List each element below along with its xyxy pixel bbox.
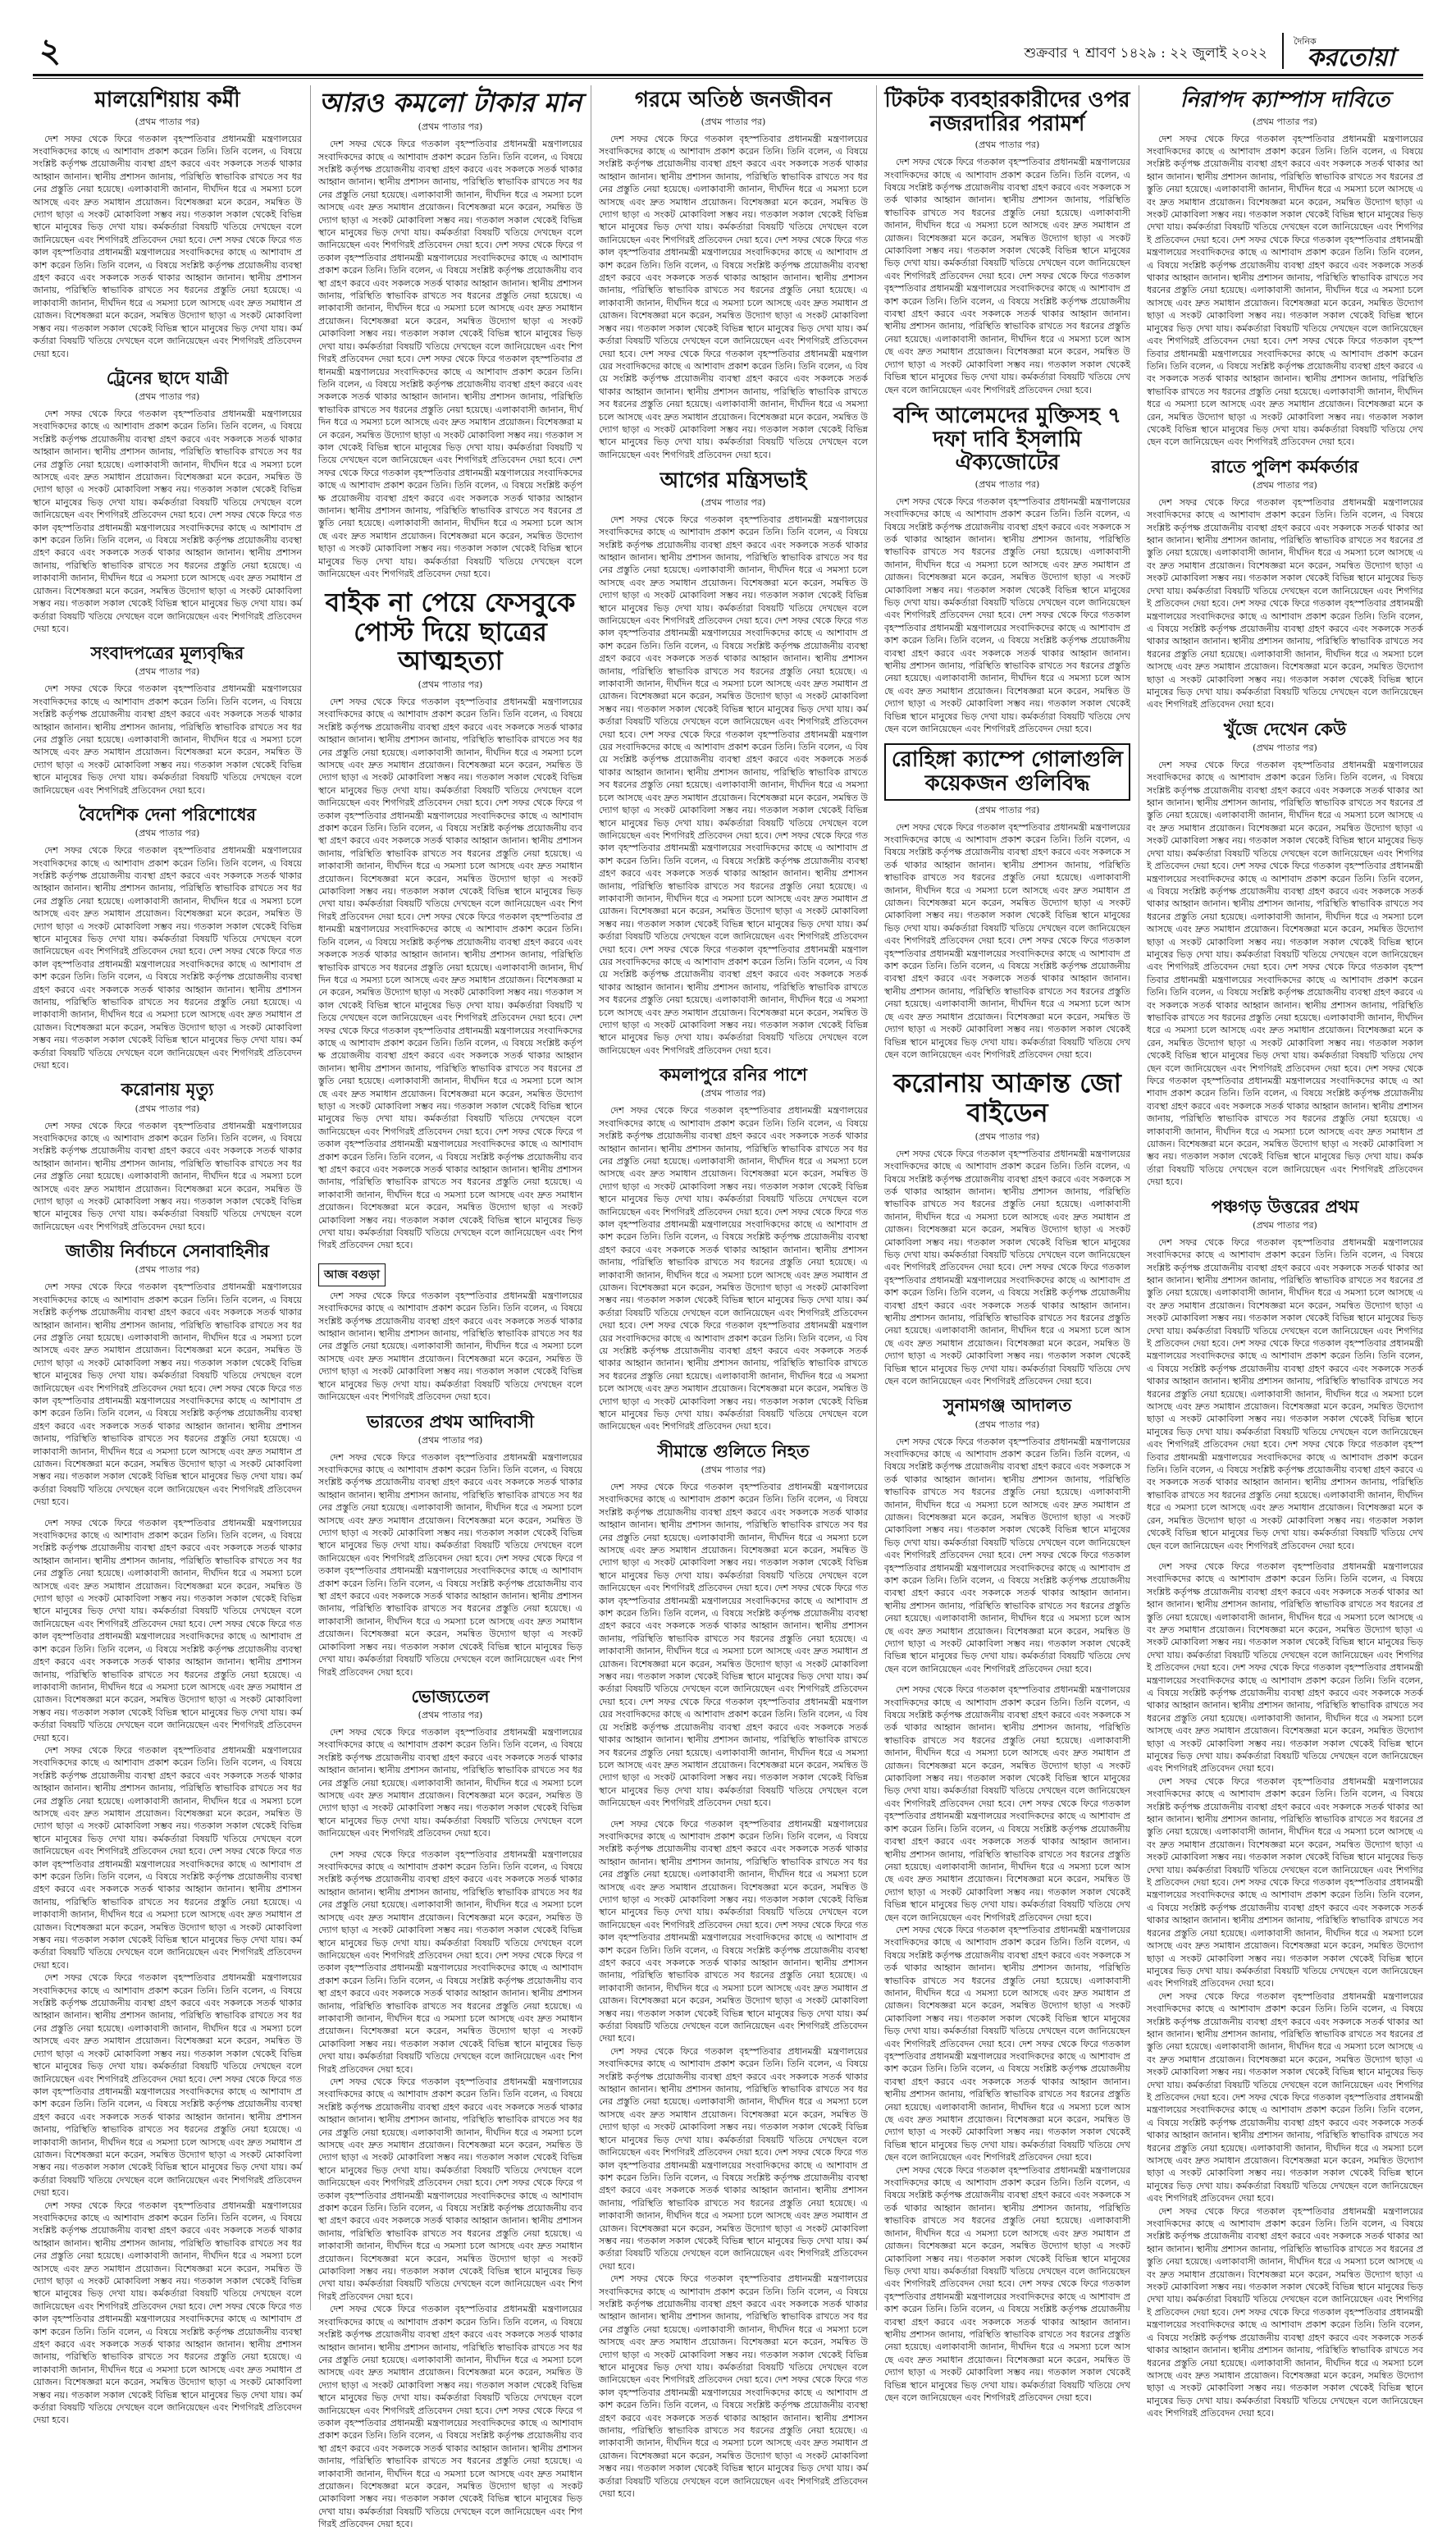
- article: [33, 805, 302, 1071]
- headline: বাইক না পেয়ে ফেসবুকে পোস্ট দিয়ে ছাত্রের আত্মহত্যা: [325, 587, 576, 676]
- headline: করোনায় মৃত্যু: [121, 1079, 214, 1100]
- headline: কমলাপুরে রনির পাশে: [660, 1064, 807, 1085]
- article-body: দেশ সফর থেকে ফিরে গতকাল বৃহস্পতিবার প্রধানমন্ত্রী মন্ত্রণালয়ের সংবাদিকদের কাছে এ আশাবাদ প্রকাশ করেন তিনি। তিনি বলেন, এ বিষয়ে সংশ্লিষ্ট কর্তৃপক্ষ প্রয়োজনীয় ব্যবস্থা গ্রহণ করবে এবং সকলকে সতর্ক থাকার আহ্বান জানান। স্থানীয় প্রশাসন জানায়, পরিস্থিতি স্বাভাবিক রাখতে সব ধরনের প্রস্তুতি নেয়া হয়েছে। এলাকাবাসী জানান, দীর্ঘদিন ধরে এ সমস্যা চলে আসছে এবং দ্রুত সমাধান প্রয়োজন। বিশেষজ্ঞরা মনে করেন, সমন্বিত উদ্যোগ ছাড়া এ সংকট মোকাবিলা সম্ভব নয়। গতকাল সকাল থেকেই বিভিন্ন স্থানে মানুষের ভিড় দেখা যায়। কর্মকর্তারা বিষয়টি খতিয়ে দেখছেন বলে জানিয়েছেন এবং শিগগিরই প্রতিবেদন দেয়া হবে। দেশ সফর থেকে ফিরে গতকাল বৃহস্পতিবার প্রধানমন্ত্রী মন্ত্রণালয়ের সংবাদিকদের কাছে এ আশাবাদ প্রকাশ করেন তিনি। তিনি বলেন, এ বিষয়ে সংশ্লিষ্ট কর্তৃপক্ষ প্রয়োজনীয় ব্যবস্থা গ্রহণ করবে এবং সকলকে সতর্ক থাকার আহ্বান জানান। স্থানীয় প্রশাসন জানায়, পরিস্থিতি স্বাভাবিক রাখতে সব ধরনের প্রস্তুতি নেয়া হয়েছে। এলাকাবাসী জানান, দীর্ঘদিন ধরে এ সমস্যা চলে আসছে এবং দ্রুত সমাধান প্রয়োজন। বিশেষজ্ঞরা মনে করেন, সমন্বিত উদ্যোগ ছাড়া এ সংকট মোকাবিলা সম্ভব নয়। গতকাল সকাল থেকেই বিভিন্ন স্থানে মানুষের ভিড় দেখা যায়। কর্মকর্তারা বিষয়টি খতিয়ে দেখছেন বলে জানিয়েছেন এবং শিগগিরই প্রতিবেদন দেয়া হবে। দেশ সফর থেকে ফিরে গতকাল বৃহস্পতিবার প্রধানমন্ত্রী মন্ত্রণালয়ের সংবাদিকদের কাছে এ আশাবাদ প্রকাশ করেন তিনি। তিনি বলেন, এ বিষয়ে সংশ্লিষ্ট কর্তৃপক্ষ প্রয়োজনীয় ব্যবস্থা গ্রহণ করবে এবং সকলকে সতর্ক থাকার আহ্বান জানান। স্থানীয় প্রশাসন জানায়, পরিস্থিতি স্বাভাবিক রাখতে সব ধরনের প্রস্তুতি নেয়া হয়েছে। এলাকাবাসী জানান, দীর্ঘদিন ধরে এ সমস্যা চলে আসছে এবং দ্রুত সমাধান প্রয়োজন। বিশেষজ্ঞরা মনে করেন, সমন্বিত উদ্যোগ ছাড়া এ সংকট মোকাবিলা সম্ভব নয়। গতকাল সকাল থেকেই বিভিন্ন স্থানে মানুষের ভিড় দেখা যায়। কর্মকর্তারা বিষয়টি খতিয়ে দেখছেন বলে জানিয়েছেন এবং শিগগিরই প্রতিবেদন দেয়া হবে।: [599, 1481, 868, 1809]
- continued-label: (প্রথম পাতার পর): [701, 496, 766, 508]
- article-body: দেশ সফর থেকে ফিরে গতকাল বৃহস্পতিবার প্রধানমন্ত্রী মন্ত্রণালয়ের সংবাদিকদের কাছে এ আশাবাদ প্রকাশ করেন তিনি। তিনি বলেন, এ বিষয়ে সংশ্লিষ্ট কর্তৃপক্ষ প্রয়োজনীয় ব্যবস্থা গ্রহণ করবে এবং সকলকে সতর্ক থাকার আহ্বান জানান। স্থানীয় প্রশাসন জানায়, পরিস্থিতি স্বাভাবিক রাখতে সব ধরনের প্রস্তুতি নেয়া হয়েছে। এলাকাবাসী জানান, দীর্ঘদিন ধরে এ সমস্যা চলে আসছে এবং দ্রুত সমাধান প্রয়োজন। বিশেষজ্ঞরা মনে করেন, সমন্বিত উদ্যোগ ছাড়া এ সংকট মোকাবিলা সম্ভব নয়। গতকাল সকাল থেকেই বিভিন্ন স্থানে মানুষের ভিড় দেখা যায়। কর্মকর্তারা বিষয়টি খতিয়ে দেখছেন বলে জানিয়েছেন এবং শিগগিরই প্রতিবেদন দেয়া হবে। দেশ সফর থেকে ফিরে গতকাল বৃহস্পতিবার প্রধানমন্ত্রী মন্ত্রণালয়ের সংবাদিকদের কাছে এ আশাবাদ প্রকাশ করেন তিনি। তিনি বলেন, এ বিষয়ে সংশ্লিষ্ট কর্তৃপক্ষ প্রয়োজনীয় ব্যবস্থা গ্রহণ করবে এবং সকলকে সতর্ক থাকার আহ্বান জানান। স্থানীয় প্রশাসন জানায়, পরিস্থিতি স্বাভাবিক রাখতে সব ধরনের প্রস্তুতি নেয়া হয়েছে। এলাকাবাসী জানান, দীর্ঘদিন ধরে এ সমস্যা চলে আসছে এবং দ্রুত সমাধান প্রয়োজন। বিশেষজ্ঞরা মনে করেন, সমন্বিত উদ্যোগ ছাড়া এ সংকট মোকাবিলা সম্ভব নয়। গতকাল সকাল থেকেই বিভিন্ন স্থানে মানুষের ভিড় দেখা যায়। কর্মকর্তারা বিষয়টি খতিয়ে দেখছেন বলে জানিয়েছেন এবং শিগগিরই প্রতিবেদন দেয়া হবে।: [1147, 1990, 1423, 2204]
- article-body: দেশ সফর থেকে ফিরে গতকাল বৃহস্পতিবার প্রধানমন্ত্রী মন্ত্রণালয়ের সংবাদিকদের কাছে এ আশাবাদ প্রকাশ করেন তিনি। তিনি বলেন, এ বিষয়ে সংশ্লিষ্ট কর্তৃপক্ষ প্রয়োজনীয় ব্যবস্থা গ্রহণ করবে এবং সকলকে সতর্ক থাকার আহ্বান জানান। স্থানীয় প্রশাসন জানায়, পরিস্থিতি স্বাভাবিক রাখতে সব ধরনের প্রস্তুতি নেয়া হয়েছে। এলাকাবাসী জানান, দীর্ঘদিন ধরে এ সমস্যা চলে আসছে এবং দ্রুত সমাধান প্রয়োজন। বিশেষজ্ঞরা মনে করেন, সমন্বিত উদ্যোগ ছাড়া এ সংকট মোকাবিলা সম্ভব নয়। গতকাল সকাল থেকেই বিভিন্ন স্থানে মানুষের ভিড় দেখা যায়। কর্মকর্তারা বিষয়টি খতিয়ে দেখছেন বলে জানিয়েছেন এবং শিগগিরই প্রতিবেদন দেয়া হবে। দেশ সফর থেকে ফিরে গতকাল বৃহস্পতিবার প্রধানমন্ত্রী মন্ত্রণালয়ের সংবাদিকদের কাছে এ আশাবাদ প্রকাশ করেন তিনি। তিনি বলেন, এ বিষয়ে সংশ্লিষ্ট কর্তৃপক্ষ প্রয়োজনীয় ব্যবস্থা গ্রহণ করবে এবং সকলকে সতর্ক থাকার আহ্বান জানান। স্থানীয় প্রশাসন জানায়, পরিস্থিতি স্বাভাবিক রাখতে সব ধরনের প্রস্তুতি নেয়া হয়েছে। এলাকাবাসী জানান, দীর্ঘদিন ধরে এ সমস্যা চলে আসছে এবং দ্রুত সমাধান প্রয়োজন। বিশেষজ্ঞরা মনে করেন, সমন্বিত উদ্যোগ ছাড়া এ সংকট মোকাবিলা সম্ভব নয়। গতকাল সকাল থেকেই বিভিন্ন স্থানে মানুষের ভিড় দেখা যায়। কর্মকর্তারা বিষয়টি খতিয়ে দেখছেন বলে জানিয়েছেন এবং শিগগিরই প্রতিবেদন দেয়া হবে।: [33, 2200, 302, 2426]
- article-body: দেশ সফর থেকে ফিরে গতকাল বৃহস্পতিবার প্রধানমন্ত্রী মন্ত্রণালয়ের সংবাদিকদের কাছে এ আশাবাদ প্রকাশ করেন তিনি। তিনি বলেন, এ বিষয়ে সংশ্লিষ্ট কর্তৃপক্ষ প্রয়োজনীয় ব্যবস্থা গ্রহণ করবে এবং সকলকে সতর্ক থাকার আহ্বান জানান। স্থানীয় প্রশাসন জানায়, পরিস্থিতি স্বাভাবিক রাখতে সব ধরনের প্রস্তুতি নেয়া হয়েছে। এলাকাবাসী জানান, দীর্ঘদিন ধরে এ সমস্যা চলে আসছে এবং দ্রুত সমাধান প্রয়োজন। বিশেষজ্ঞরা মনে করেন, সমন্বিত উদ্যোগ ছাড়া এ সংকট মোকাবিলা সম্ভব নয়। গতকাল সকাল থেকেই বিভিন্ন স্থানে মানুষের ভিড় দেখা যায়। কর্মকর্তারা বিষয়টি খতিয়ে দেখছেন বলে জানিয়েছেন এবং শিগগিরই প্রতিবেদন দেয়া হবে। দেশ সফর থেকে ফিরে গতকাল বৃহস্পতিবার প্রধানমন্ত্রী মন্ত্রণালয়ের সংবাদিকদের কাছে এ আশাবাদ প্রকাশ করেন তিনি। তিনি বলেন, এ বিষয়ে সংশ্লিষ্ট কর্তৃপক্ষ প্রয়োজনীয় ব্যবস্থা গ্রহণ করবে এবং সকলকে সতর্ক থাকার আহ্বান জানান। স্থানীয় প্রশাসন জানায়, পরিস্থিতি স্বাভাবিক রাখতে সব ধরনের প্রস্তুতি নেয়া হয়েছে। এলাকাবাসী জানান, দীর্ঘদিন ধরে এ সমস্যা চলে আসছে এবং দ্রুত সমাধান প্রয়োজন। বিশেষজ্ঞরা মনে করেন, সমন্বিত উদ্যোগ ছাড়া এ সংকট মোকাবিলা সম্ভব নয়। গতকাল সকাল থেকেই বিভিন্ন স্থানে মানুষের ভিড় দেখা যায়। কর্মকর্তারা বিষয়টি খতিয়ে দেখছেন বলে জানিয়েছেন এবং শিগগিরই প্রতিবেদন দেয়া হবে।: [33, 1744, 302, 1971]
- masthead-rule: [33, 74, 1423, 76]
- article: [1147, 720, 1423, 1189]
- continued-label: (প্রথম পাতার পর): [1253, 479, 1317, 491]
- article-body: দেশ সফর থেকে ফিরে গতকাল বৃহস্পতিবার প্রধানমন্ত্রী মন্ত্রণালয়ের সংবাদিকদের কাছে এ আশাবাদ প্রকাশ করেন তিনি। তিনি বলেন, এ বিষয়ে সংশ্লিষ্ট কর্তৃপক্ষ প্রয়োজনীয় ব্যবস্থা গ্রহণ করবে এবং সকলকে সতর্ক থাকার আহ্বান জানান। স্থানীয় প্রশাসন জানায়, পরিস্থিতি স্বাভাবিক রাখতে সব ধরনের প্রস্তুতি নেয়া হয়েছে। এলাকাবাসী জানান, দীর্ঘদিন ধরে এ সমস্যা চলে আসছে এবং দ্রুত সমাধান প্রয়োজন। বিশেষজ্ঞরা মনে করেন, সমন্বিত উদ্যোগ ছাড়া এ সংকট মোকাবিলা সম্ভব নয়। গতকাল সকাল থেকেই বিভিন্ন স্থানে মানুষের ভিড় দেখা যায়। কর্মকর্তারা বিষয়টি খতিয়ে দেখছেন বলে জানিয়েছেন এবং শিগগিরই প্রতিবেদন দেয়া হবে। দেশ সফর থেকে ফিরে গতকাল বৃহস্পতিবার প্রধানমন্ত্রী মন্ত্রণালয়ের সংবাদিকদের কাছে এ আশাবাদ প্রকাশ করেন তিনি। তিনি বলেন, এ বিষয়ে সংশ্লিষ্ট কর্তৃপক্ষ প্রয়োজনীয় ব্যবস্থা গ্রহণ করবে এবং সকলকে সতর্ক থাকার আহ্বান জানান। স্থানীয় প্রশাসন জানায়, পরিস্থিতি স্বাভাবিক রাখতে সব ধরনের প্রস্তুতি নেয়া হয়েছে। এলাকাবাসী জানান, দীর্ঘদিন ধরে এ সমস্যা চলে আসছে এবং দ্রুত সমাধান প্রয়োজন। বিশেষজ্ঞরা মনে করেন, সমন্বিত উদ্যোগ ছাড়া এ সংকট মোকাবিলা সম্ভব নয়। গতকাল সকাল থেকেই বিভিন্ন স্থানে মানুষের ভিড় দেখা যায়। কর্মকর্তারা বিষয়টি খতিয়ে দেখছেন বলে জানিয়েছেন এবং শিগগিরই প্রতিবেদন দেয়া হবে। দেশ সফর থেকে ফিরে গতকাল বৃহস্পতিবার প্রধানমন্ত্রী মন্ত্রণালয়ের সংবাদিকদের কাছে এ আশাবাদ প্রকাশ করেন তিনি। তিনি বলেন, এ বিষয়ে সংশ্লিষ্ট কর্তৃপক্ষ প্রয়োজনীয় ব্যবস্থা গ্রহণ করবে এবং সকলকে সতর্ক থাকার আহ্বান জানান। স্থানীয় প্রশাসন জানায়, পরিস্থিতি স্বাভাবিক রাখতে সব ধরনের প্রস্তুতি নেয়া হয়েছে। এলাকাবাসী জানান, দীর্ঘদিন ধরে এ সমস্যা চলে আসছে এবং দ্রুত সমাধান প্রয়োজন। বিশেষজ্ঞরা মনে করেন, সমন্বিত উদ্যোগ ছাড়া এ সংকট মোকাবিলা সম্ভব নয়। গতকাল সকাল থেকেই বিভিন্ন স্থানে মানুষের ভিড় দেখা যায়। কর্মকর্তারা বিষয়টি খতিয়ে দেখছেন বলে জানিয়েছেন এবং শিগগিরই প্রতিবেদন দেয়া হবে।: [599, 1105, 868, 1432]
- continued-label: (প্রথম পাতার পর): [418, 678, 483, 690]
- newspaper-page: [33, 31, 1423, 2530]
- continued-label: (প্রথম পাতার পর): [1253, 742, 1317, 753]
- article-body: দেশ সফর থেকে ফিরে গতকাল বৃহস্পতিবার প্রধানমন্ত্রী মন্ত্রণালয়ের সংবাদিকদের কাছে এ আশাবাদ প্রকাশ করেন তিনি। তিনি বলেন, এ বিষয়ে সংশ্লিষ্ট কর্তৃপক্ষ প্রয়োজনীয় ব্যবস্থা গ্রহণ করবে এবং সকলকে সতর্ক থাকার আহ্বান জানান। স্থানীয় প্রশাসন জানায়, পরিস্থিতি স্বাভাবিক রাখতে সব ধরনের প্রস্তুতি নেয়া হয়েছে। এলাকাবাসী জানান, দীর্ঘদিন ধরে এ সমস্যা চলে আসছে এবং দ্রুত সমাধান প্রয়োজন। বিশেষজ্ঞরা মনে করেন, সমন্বিত উদ্যোগ ছাড়া এ সংকট মোকাবিলা সম্ভব নয়। গতকাল সকাল থেকেই বিভিন্ন স্থানে মানুষের ভিড় দেখা যায়। কর্মকর্তারা বিষয়টি খতিয়ে দেখছেন বলে জানিয়েছেন এবং শিগগিরই প্রতিবেদন দেয়া হবে। দেশ সফর থেকে ফিরে গতকাল বৃহস্পতিবার প্রধানমন্ত্রী মন্ত্রণালয়ের সংবাদিকদের কাছে এ আশাবাদ প্রকাশ করেন তিনি। তিনি বলেন, এ বিষয়ে সংশ্লিষ্ট কর্তৃপক্ষ প্রয়োজনীয় ব্যবস্থা গ্রহণ করবে এবং সকলকে সতর্ক থাকার আহ্বান জানান। স্থানীয় প্রশাসন জানায়, পরিস্থিতি স্বাভাবিক রাখতে সব ধরনের প্রস্তুতি নেয়া হয়েছে। এলাকাবাসী জানান, দীর্ঘদিন ধরে এ সমস্যা চলে আসছে এবং দ্রুত সমাধান প্রয়োজন। বিশেষজ্ঞরা মনে করেন, সমন্বিত উদ্যোগ ছাড়া এ সংকট মোকাবিলা সম্ভব নয়। গতকাল সকাল থেকেই বিভিন্ন স্থানে মানুষের ভিড় দেখা যায়। কর্মকর্তারা বিষয়টি খতিয়ে দেখছেন বলে জানিয়েছেন এবং শিগগিরই প্রতিবেদন দেয়া হবে। দেশ সফর থেকে ফিরে গতকাল বৃহস্পতিবার প্রধানমন্ত্রী মন্ত্রণালয়ের সংবাদিকদের কাছে এ আশাবাদ প্রকাশ করেন তিনি। তিনি বলেন, এ বিষয়ে সংশ্লিষ্ট কর্তৃপক্ষ প্রয়োজনীয় ব্যবস্থা গ্রহণ করবে এবং সকলকে সতর্ক থাকার আহ্বান জানান। স্থানীয় প্রশাসন জানায়, পরিস্থিতি স্বাভাবিক রাখতে সব ধরনের প্রস্তুতি নেয়া হয়েছে। এলাকাবাসী জানান, দীর্ঘদিন ধরে এ সমস্যা চলে আসছে এবং দ্রুত সমাধান প্রয়োজন। বিশেষজ্ঞরা মনে করেন, সমন্বিত উদ্যোগ ছাড়া এ সংকট মোকাবিলা সম্ভব নয়। গতকাল সকাল থেকেই বিভিন্ন স্থানে মানুষের ভিড় দেখা যায়। কর্মকর্তারা বিষয়টি খতিয়ে দেখছেন বলে জানিয়েছেন এবং শিগগিরই প্রতিবেদন দেয়া হবে। দেশ সফর থেকে ফিরে গতকাল বৃহস্পতিবার প্রধানমন্ত্রী মন্ত্রণালয়ের সংবাদিকদের কাছে এ আশাবাদ প্রকাশ করেন তিনি। তিনি বলেন, এ বিষয়ে সংশ্লিষ্ট কর্তৃপক্ষ প্রয়োজনীয় ব্যবস্থা গ্রহণ করবে এবং সকলকে সতর্ক থাকার আহ্বান জানান। স্থানীয় প্রশাসন জানায়, পরিস্থিতি স্বাভাবিক রাখতে সব ধরনের প্রস্তুতি নেয়া হয়েছে। এলাকাবাসী জানান, দীর্ঘদিন ধরে এ সমস্যা চলে আসছে এবং দ্রুত সমাধান প্রয়োজন। বিশেষজ্ঞরা মনে করেন, সমন্বিত উদ্যোগ ছাড়া এ সংকট মোকাবিলা সম্ভব নয়। গতকাল সকাল থেকেই বিভিন্ন স্থানে মানুষের ভিড় দেখা যায়। কর্মকর্তারা বিষয়টি খতিয়ে দেখছেন বলে জানিয়েছেন এবং শিগগিরই প্রতিবেদন দেয়া হবে। দেশ সফর থেকে ফিরে গতকাল বৃহস্পতিবার প্রধানমন্ত্রী মন্ত্রণালয়ের সংবাদিকদের কাছে এ আশাবাদ প্রকাশ করেন তিনি। তিনি বলেন, এ বিষয়ে সংশ্লিষ্ট কর্তৃপক্ষ প্রয়োজনীয় ব্যবস্থা গ্রহণ করবে এবং সকলকে সতর্ক থাকার আহ্বান জানান। স্থানীয় প্রশাসন জানায়, পরিস্থিতি স্বাভাবিক রাখতে সব ধরনের প্রস্তুতি নেয়া হয়েছে। এলাকাবাসী জানান, দীর্ঘদিন ধরে এ সমস্যা চলে আসছে এবং দ্রুত সমাধান প্রয়োজন। বিশেষজ্ঞরা মনে করেন, সমন্বিত উদ্যোগ ছাড়া এ সংকট মোকাবিলা সম্ভব নয়। গতকাল সকাল থেকেই বিভিন্ন স্থানে মানুষের ভিড় দেখা যায়। কর্মকর্তারা বিষয়টি খতিয়ে দেখছেন বলে জানিয়েছেন এবং শিগগিরই প্রতিবেদন দেয়া হবে।: [599, 514, 868, 1056]
- article: [1147, 89, 1423, 449]
- continued-label: (প্রথম পাতার পর): [974, 478, 1040, 490]
- article-body: দেশ সফর থেকে ফিরে গতকাল বৃহস্পতিবার প্রধানমন্ত্রী মন্ত্রণালয়ের সংবাদিকদের কাছে এ আশাবাদ প্রকাশ করেন তিনি। তিনি বলেন, এ বিষয়ে সংশ্লিষ্ট কর্তৃপক্ষ প্রয়োজনীয় ব্যবস্থা গ্রহণ করবে এবং সকলকে সতর্ক থাকার আহ্বান জানান। স্থানীয় প্রশাসন জানায়, পরিস্থিতি স্বাভাবিক রাখতে সব ধরনের প্রস্তুতি নেয়া হয়েছে। এলাকাবাসী জানান, দীর্ঘদিন ধরে এ সমস্যা চলে আসছে এবং দ্রুত সমাধান প্রয়োজন। বিশেষজ্ঞরা মনে করেন, সমন্বিত উদ্যোগ ছাড়া এ সংকট মোকাবিলা সম্ভব নয়। গতকাল সকাল থেকেই বিভিন্ন স্থানে মানুষের ভিড় দেখা যায়। কর্মকর্তারা বিষয়টি খতিয়ে দেখছেন বলে জানিয়েছেন এবং শিগগিরই প্রতিবেদন দেয়া হবে। দেশ সফর থেকে ফিরে গতকাল বৃহস্পতিবার প্রধানমন্ত্রী মন্ত্রণালয়ের সংবাদিকদের কাছে এ আশাবাদ প্রকাশ করেন তিনি। তিনি বলেন, এ বিষয়ে সংশ্লিষ্ট কর্তৃপক্ষ প্রয়োজনীয় ব্যবস্থা গ্রহণ করবে এবং সকলকে সতর্ক থাকার আহ্বান জানান। স্থানীয় প্রশাসন জানায়, পরিস্থিতি স্বাভাবিক রাখতে সব ধরনের প্রস্তুতি নেয়া হয়েছে। এলাকাবাসী জানান, দীর্ঘদিন ধরে এ সমস্যা চলে আসছে এবং দ্রুত সমাধান প্রয়োজন। বিশেষজ্ঞরা মনে করেন, সমন্বিত উদ্যোগ ছাড়া এ সংকট মোকাবিলা সম্ভব নয়। গতকাল সকাল থেকেই বিভিন্ন স্থানে মানুষের ভিড় দেখা যায়। কর্মকর্তারা বিষয়টি খতিয়ে দেখছেন বলে জানিয়েছেন এবং শিগগিরই প্রতিবেদন দেয়া হবে।: [33, 409, 302, 634]
- article: [599, 1065, 868, 1433]
- continued-label: (প্রথম পাতার পর): [135, 1264, 200, 1276]
- article-body: দেশ সফর থেকে ফিরে গতকাল বৃহস্পতিবার প্রধানমন্ত্রী মন্ত্রণালয়ের সংবাদিকদের কাছে এ আশাবাদ প্রকাশ করেন তিনি। তিনি বলেন, এ বিষয়ে সংশ্লিষ্ট কর্তৃপক্ষ প্রয়োজনীয় ব্যবস্থা গ্রহণ করবে এবং সকলকে সতর্ক থাকার আহ্বান জানান। স্থানীয় প্রশাসন জানায়, পরিস্থিতি স্বাভাবিক রাখতে সব ধরনের প্রস্তুতি নেয়া হয়েছে। এলাকাবাসী জানান, দীর্ঘদিন ধরে এ সমস্যা চলে আসছে এবং দ্রুত সমাধান প্রয়োজন। বিশেষজ্ঞরা মনে করেন, সমন্বিত উদ্যোগ ছাড়া এ সংকট মোকাবিলা সম্ভব নয়। গতকাল সকাল থেকেই বিভিন্ন স্থানে মানুষের ভিড় দেখা যায়। কর্মকর্তারা বিষয়টি খতিয়ে দেখছেন বলে জানিয়েছেন এবং শিগগিরই প্রতিবেদন দেয়া হবে। দেশ সফর থেকে ফিরে গতকাল বৃহস্পতিবার প্রধানমন্ত্রী মন্ত্রণালয়ের সংবাদিকদের কাছে এ আশাবাদ প্রকাশ করেন তিনি। তিনি বলেন, এ বিষয়ে সংশ্লিষ্ট কর্তৃপক্ষ প্রয়োজনীয় ব্যবস্থা গ্রহণ করবে এবং সকলকে সতর্ক থাকার আহ্বান জানান। স্থানীয় প্রশাসন জানায়, পরিস্থিতি স্বাভাবিক রাখতে সব ধরনের প্রস্তুতি নেয়া হয়েছে। এলাকাবাসী জানান, দীর্ঘদিন ধরে এ সমস্যা চলে আসছে এবং দ্রুত সমাধান প্রয়োজন। বিশেষজ্ঞরা মনে করেন, সমন্বিত উদ্যোগ ছাড়া এ সংকট মোকাবিলা সম্ভব নয়। গতকাল সকাল থেকেই বিভিন্ন স্থানে মানুষের ভিড় দেখা যায়। কর্মকর্তারা বিষয়টি খতিয়ে দেখছেন বলে জানিয়েছেন এবং শিগগিরই প্রতিবেদন দেয়া হবে। দেশ সফর থেকে ফিরে গতকাল বৃহস্পতিবার প্রধানমন্ত্রী মন্ত্রণালয়ের সংবাদিকদের কাছে এ আশাবাদ প্রকাশ করেন তিনি। তিনি বলেন, এ বিষয়ে সংশ্লিষ্ট কর্তৃপক্ষ প্রয়োজনীয় ব্যবস্থা গ্রহণ করবে এবং সকলকে সতর্ক থাকার আহ্বান জানান। স্থানীয় প্রশাসন জানায়, পরিস্থিতি স্বাভাবিক রাখতে সব ধরনের প্রস্তুতি নেয়া হয়েছে। এলাকাবাসী জানান, দীর্ঘদিন ধরে এ সমস্যা চলে আসছে এবং দ্রুত সমাধান প্রয়োজন। বিশেষজ্ঞরা মনে করেন, সমন্বিত উদ্যোগ ছাড়া এ সংকট মোকাবিলা সম্ভব নয়। গতকাল সকাল থেকেই বিভিন্ন স্থানে মানুষের ভিড় দেখা যায়। কর্মকর্তারা বিষয়টি খতিয়ে দেখছেন বলে জানিয়েছেন এবং শিগগিরই প্রতিবেদন দেয়া হবে।: [599, 133, 868, 460]
- article: [884, 1069, 1130, 1387]
- article-body: দেশ সফর থেকে ফিরে গতকাল বৃহস্পতিবার প্রধানমন্ত্রী মন্ত্রণালয়ের সংবাদিকদের কাছে এ আশাবাদ প্রকাশ করেন তিনি। তিনি বলেন, এ বিষয়ে সংশ্লিষ্ট কর্তৃপক্ষ প্রয়োজনীয় ব্যবস্থা গ্রহণ করবে এবং সকলকে সতর্ক থাকার আহ্বান জানান। স্থানীয় প্রশাসন জানায়, পরিস্থিতি স্বাভাবিক রাখতে সব ধরনের প্রস্তুতি নেয়া হয়েছে। এলাকাবাসী জানান, দীর্ঘদিন ধরে এ সমস্যা চলে আসছে এবং দ্রুত সমাধান প্রয়োজন। বিশেষজ্ঞরা মনে করেন, সমন্বিত উদ্যোগ ছাড়া এ সংকট মোকাবিলা সম্ভব নয়। গতকাল সকাল থেকেই বিভিন্ন স্থানে মানুষের ভিড় দেখা যায়। কর্মকর্তারা বিষয়টি খতিয়ে দেখছেন বলে জানিয়েছেন এবং শিগগিরই প্রতিবেদন দেয়া হবে। দেশ সফর থেকে ফিরে গতকাল বৃহস্পতিবার প্রধানমন্ত্রী মন্ত্রণালয়ের সংবাদিকদের কাছে এ আশাবাদ প্রকাশ করেন তিনি। তিনি বলেন, এ বিষয়ে সংশ্লিষ্ট কর্তৃপক্ষ প্রয়োজনীয় ব্যবস্থা গ্রহণ করবে এবং সকলকে সতর্ক থাকার আহ্বান জানান। স্থানীয় প্রশাসন জানায়, পরিস্থিতি স্বাভাবিক রাখতে সব ধরনের প্রস্তুতি নেয়া হয়েছে। এলাকাবাসী জানান, দীর্ঘদিন ধরে এ সমস্যা চলে আসছে এবং দ্রুত সমাধান প্রয়োজন। বিশেষজ্ঞরা মনে করেন, সমন্বিত উদ্যোগ ছাড়া এ সংকট মোকাবিলা সম্ভব নয়। গতকাল সকাল থেকেই বিভিন্ন স্থানে মানুষের ভিড় দেখা যায়। কর্মকর্তারা বিষয়টি খতিয়ে দেখছেন বলে জানিয়েছেন এবং শিগগিরই প্রতিবেদন দেয়া হবে।: [1147, 2205, 1423, 2419]
- continued-label: (প্রথম পাতার পর): [418, 1710, 483, 1720]
- article: [318, 1260, 582, 1404]
- article-body: দেশ সফর থেকে ফিরে গতকাল বৃহস্পতিবার প্রধানমন্ত্রী মন্ত্রণালয়ের সংবাদিকদের কাছে এ আশাবাদ প্রকাশ করেন তিনি। তিনি বলেন, এ বিষয়ে সংশ্লিষ্ট কর্তৃপক্ষ প্রয়োজনীয় ব্যবস্থা গ্রহণ করবে এবং সকলকে সতর্ক থাকার আহ্বান জানান। স্থানীয় প্রশাসন জানায়, পরিস্থিতি স্বাভাবিক রাখতে সব ধরনের প্রস্তুতি নেয়া হয়েছে। এলাকাবাসী জানান, দীর্ঘদিন ধরে এ সমস্যা চলে আসছে এবং দ্রুত সমাধান প্রয়োজন। বিশেষজ্ঞরা মনে করেন, সমন্বিত উদ্যোগ ছাড়া এ সংকট মোকাবিলা সম্ভব নয়। গতকাল সকাল থেকেই বিভিন্ন স্থানে মানুষের ভিড় দেখা যায়। কর্মকর্তারা বিষয়টি খতিয়ে দেখছেন বলে জানিয়েছেন এবং শিগগিরই প্রতিবেদন দেয়া হবে। দেশ সফর থেকে ফিরে গতকাল বৃহস্পতিবার প্রধানমন্ত্রী মন্ত্রণালয়ের সংবাদিকদের কাছে এ আশাবাদ প্রকাশ করেন তিনি। তিনি বলেন, এ বিষয়ে সংশ্লিষ্ট কর্তৃপক্ষ প্রয়োজনীয় ব্যবস্থা গ্রহণ করবে এবং সকলকে সতর্ক থাকার আহ্বান জানান। স্থানীয় প্রশাসন জানায়, পরিস্থিতি স্বাভাবিক রাখতে সব ধরনের প্রস্তুতি নেয়া হয়েছে। এলাকাবাসী জানান, দীর্ঘদিন ধরে এ সমস্যা চলে আসছে এবং দ্রুত সমাধান প্রয়োজন। বিশেষজ্ঞরা মনে করেন, সমন্বিত উদ্যোগ ছাড়া এ সংকট মোকাবিলা সম্ভব নয়। গতকাল সকাল থেকেই বিভিন্ন স্থানে মানুষের ভিড় দেখা যায়। কর্মকর্তারা বিষয়টি খতিয়ে দেখছেন বলে জানিয়েছেন এবং শিগগিরই প্রতিবেদন দেয়া হবে।: [599, 1818, 868, 2044]
- continued-label: (প্রথম পাতার পর): [418, 1434, 483, 1446]
- headline: ভোজ্যতেল: [411, 1685, 490, 1706]
- article-body: দেশ সফর থেকে ফিরে গতকাল বৃহস্পতিবার প্রধানমন্ত্রী মন্ত্রণালয়ের সংবাদিকদের কাছে এ আশাবাদ প্রকাশ করেন তিনি। তিনি বলেন, এ বিষয়ে সংশ্লিষ্ট কর্তৃপক্ষ প্রয়োজনীয় ব্যবস্থা গ্রহণ করবে এবং সকলকে সতর্ক থাকার আহ্বান জানান। স্থানীয় প্রশাসন জানায়, পরিস্থিতি স্বাভাবিক রাখতে সব ধরনের প্রস্তুতি নেয়া হয়েছে। এলাকাবাসী জানান, দীর্ঘদিন ধরে এ সমস্যা চলে আসছে এবং দ্রুত সমাধান প্রয়োজন। বিশেষজ্ঞরা মনে করেন, সমন্বিত উদ্যোগ ছাড়া এ সংকট মোকাবিলা সম্ভব নয়। গতকাল সকাল থেকেই বিভিন্ন স্থানে মানুষের ভিড় দেখা যায়। কর্মকর্তারা বিষয়টি খতিয়ে দেখছেন বলে জানিয়েছেন এবং শিগগিরই প্রতিবেদন দেয়া হবে। দেশ সফর থেকে ফিরে গতকাল বৃহস্পতিবার প্রধানমন্ত্রী মন্ত্রণালয়ের সংবাদিকদের কাছে এ আশাবাদ প্রকাশ করেন তিনি। তিনি বলেন, এ বিষয়ে সংশ্লিষ্ট কর্তৃপক্ষ প্রয়োজনীয় ব্যবস্থা গ্রহণ করবে এবং সকলকে সতর্ক থাকার আহ্বান জানান। স্থানীয় প্রশাসন জানায়, পরিস্থিতি স্বাভাবিক রাখতে সব ধরনের প্রস্তুতি নেয়া হয়েছে। এলাকাবাসী জানান, দীর্ঘদিন ধরে এ সমস্যা চলে আসছে এবং দ্রুত সমাধান প্রয়োজন। বিশেষজ্ঞরা মনে করেন, সমন্বিত উদ্যোগ ছাড়া এ সংকট মোকাবিলা সম্ভব নয়। গতকাল সকাল থেকেই বিভিন্ন স্থানে মানুষের ভিড় দেখা যায়। কর্মকর্তারা বিষয়টি খতিয়ে দেখছেন বলে জানিয়েছেন এবং শিগগিরই প্রতিবেদন দেয়া হবে।: [318, 1848, 582, 2075]
- column-divider: [310, 85, 311, 2310]
- article: [33, 1241, 302, 1508]
- continued-label: (প্রথম পাতার পর): [135, 1103, 200, 1114]
- article-body: দেশ সফর থেকে ফিরে গতকাল বৃহস্পতিবার প্রধানমন্ত্রী মন্ত্রণালয়ের সংবাদিকদের কাছে এ আশাবাদ প্রকাশ করেন তিনি। তিনি বলেন, এ বিষয়ে সংশ্লিষ্ট কর্তৃপক্ষ প্রয়োজনীয় ব্যবস্থা গ্রহণ করবে এবং সকলকে সতর্ক থাকার আহ্বান জানান। স্থানীয় প্রশাসন জানায়, পরিস্থিতি স্বাভাবিক রাখতে সব ধরনের প্রস্তুতি নেয়া হয়েছে। এলাকাবাসী জানান, দীর্ঘদিন ধরে এ সমস্যা চলে আসছে এবং দ্রুত সমাধান প্রয়োজন। বিশেষজ্ঞরা মনে করেন, সমন্বিত উদ্যোগ ছাড়া এ সংকট মোকাবিলা সম্ভব নয়। গতকাল সকাল থেকেই বিভিন্ন স্থানে মানুষের ভিড় দেখা যায়। কর্মকর্তারা বিষয়টি খতিয়ে দেখছেন বলে জানিয়েছেন এবং শিগগিরই প্রতিবেদন দেয়া হবে।: [33, 683, 302, 796]
- masthead-rule-thin: [33, 78, 1423, 79]
- continued-label: (প্রথম পাতার পর): [974, 1419, 1040, 1430]
- article-body: দেশ সফর থেকে ফিরে গতকাল বৃহস্পতিবার প্রধানমন্ত্রী মন্ত্রণালয়ের সংবাদিকদের কাছে এ আশাবাদ প্রকাশ করেন তিনি। তিনি বলেন, এ বিষয়ে সংশ্লিষ্ট কর্তৃপক্ষ প্রয়োজনীয় ব্যবস্থা গ্রহণ করবে এবং সকলকে সতর্ক থাকার আহ্বান জানান। স্থানীয় প্রশাসন জানায়, পরিস্থিতি স্বাভাবিক রাখতে সব ধরনের প্রস্তুতি নেয়া হয়েছে। এলাকাবাসী জানান, দীর্ঘদিন ধরে এ সমস্যা চলে আসছে এবং দ্রুত সমাধান প্রয়োজন। বিশেষজ্ঞরা মনে করেন, সমন্বিত উদ্যোগ ছাড়া এ সংকট মোকাবিলা সম্ভব নয়। গতকাল সকাল থেকেই বিভিন্ন স্থানে মানুষের ভিড় দেখা যায়। কর্মকর্তারা বিষয়টি খতিয়ে দেখছেন বলে জানিয়েছেন এবং শিগগিরই প্রতিবেদন দেয়া হবে। দেশ সফর থেকে ফিরে গতকাল বৃহস্পতিবার প্রধানমন্ত্রী মন্ত্রণালয়ের সংবাদিকদের কাছে এ আশাবাদ প্রকাশ করেন তিনি। তিনি বলেন, এ বিষয়ে সংশ্লিষ্ট কর্তৃপক্ষ প্রয়োজনীয় ব্যবস্থা গ্রহণ করবে এবং সকলকে সতর্ক থাকার আহ্বান জানান। স্থানীয় প্রশাসন জানায়, পরিস্থিতি স্বাভাবিক রাখতে সব ধরনের প্রস্তুতি নেয়া হয়েছে। এলাকাবাসী জানান, দীর্ঘদিন ধরে এ সমস্যা চলে আসছে এবং দ্রুত সমাধান প্রয়োজন। বিশেষজ্ঞরা মনে করেন, সমন্বিত উদ্যোগ ছাড়া এ সংকট মোকাবিলা সম্ভব নয়। গতকাল সকাল থেকেই বিভিন্ন স্থানে মানুষের ভিড় দেখা যায়। কর্মকর্তারা বিষয়টি খতিয়ে দেখছেন বলে জানিয়েছেন এবং শিগগিরই প্রতিবেদন দেয়া হবে।: [884, 1148, 1130, 1387]
- article-body: দেশ সফর থেকে ফিরে গতকাল বৃহস্পতিবার প্রধানমন্ত্রী মন্ত্রণালয়ের সংবাদিকদের কাছে এ আশাবাদ প্রকাশ করেন তিনি। তিনি বলেন, এ বিষয়ে সংশ্লিষ্ট কর্তৃপক্ষ প্রয়োজনীয় ব্যবস্থা গ্রহণ করবে এবং সকলকে সতর্ক থাকার আহ্বান জানান। স্থানীয় প্রশাসন জানায়, পরিস্থিতি স্বাভাবিক রাখতে সব ধরনের প্রস্তুতি নেয়া হয়েছে। এলাকাবাসী জানান, দীর্ঘদিন ধরে এ সমস্যা চলে আসছে এবং দ্রুত সমাধান প্রয়োজন। বিশেষজ্ঞরা মনে করেন, সমন্বিত উদ্যোগ ছাড়া এ সংকট মোকাবিলা সম্ভব নয়। গতকাল সকাল থেকেই বিভিন্ন স্থানে মানুষের ভিড় দেখা যায়। কর্মকর্তারা বিষয়টি খতিয়ে দেখছেন বলে জানিয়েছেন এবং শিগগিরই প্রতিবেদন দেয়া হবে।: [318, 1290, 582, 1403]
- headline: বৈদেশিক দেনা পরিশোধের: [78, 804, 257, 825]
- page-number: ২: [39, 31, 62, 70]
- article-body: দেশ সফর থেকে ফিরে গতকাল বৃহস্পতিবার প্রধানমন্ত্রী মন্ত্রণালয়ের সংবাদিকদের কাছে এ আশাবাদ প্রকাশ করেন তিনি। তিনি বলেন, এ বিষয়ে সংশ্লিষ্ট কর্তৃপক্ষ প্রয়োজনীয় ব্যবস্থা গ্রহণ করবে এবং সকলকে সতর্ক থাকার আহ্বান জানান। স্থানীয় প্রশাসন জানায়, পরিস্থিতি স্বাভাবিক রাখতে সব ধরনের প্রস্তুতি নেয়া হয়েছে। এলাকাবাসী জানান, দীর্ঘদিন ধরে এ সমস্যা চলে আসছে এবং দ্রুত সমাধান প্রয়োজন। বিশেষজ্ঞরা মনে করেন, সমন্বিত উদ্যোগ ছাড়া এ সংকট মোকাবিলা সম্ভব নয়। গতকাল সকাল থেকেই বিভিন্ন স্থানে মানুষের ভিড় দেখা যায়। কর্মকর্তারা বিষয়টি খতিয়ে দেখছেন বলে জানিয়েছেন এবং শিগগিরই প্রতিবেদন দেয়া হবে। দেশ সফর থেকে ফিরে গতকাল বৃহস্পতিবার প্রধানমন্ত্রী মন্ত্রণালয়ের সংবাদিকদের কাছে এ আশাবাদ প্রকাশ করেন তিনি। তিনি বলেন, এ বিষয়ে সংশ্লিষ্ট কর্তৃপক্ষ প্রয়োজনীয় ব্যবস্থা গ্রহণ করবে এবং সকলকে সতর্ক থাকার আহ্বান জানান। স্থানীয় প্রশাসন জানায়, পরিস্থিতি স্বাভাবিক রাখতে সব ধরনের প্রস্তুতি নেয়া হয়েছে। এলাকাবাসী জানান, দীর্ঘদিন ধরে এ সমস্যা চলে আসছে এবং দ্রুত সমাধান প্রয়োজন। বিশেষজ্ঞরা মনে করেন, সমন্বিত উদ্যোগ ছাড়া এ সংকট মোকাবিলা সম্ভব নয়। গতকাল সকাল থেকেই বিভিন্ন স্থানে মানুষের ভিড় দেখা যায়। কর্মকর্তারা বিষয়টি খতিয়ে দেখছেন বলে জানিয়েছেন এবং শিগগিরই প্রতিবেদন দেয়া হবে।: [884, 2164, 1130, 2403]
- article-body: দেশ সফর থেকে ফিরে গতকাল বৃহস্পতিবার প্রধানমন্ত্রী মন্ত্রণালয়ের সংবাদিকদের কাছে এ আশাবাদ প্রকাশ করেন তিনি। তিনি বলেন, এ বিষয়ে সংশ্লিষ্ট কর্তৃপক্ষ প্রয়োজনীয় ব্যবস্থা গ্রহণ করবে এবং সকলকে সতর্ক থাকার আহ্বান জানান। স্থানীয় প্রশাসন জানায়, পরিস্থিতি স্বাভাবিক রাখতে সব ধরনের প্রস্তুতি নেয়া হয়েছে। এলাকাবাসী জানান, দীর্ঘদিন ধরে এ সমস্যা চলে আসছে এবং দ্রুত সমাধান প্রয়োজন। বিশেষজ্ঞরা মনে করেন, সমন্বিত উদ্যোগ ছাড়া এ সংকট মোকাবিলা সম্ভব নয়। গতকাল সকাল থেকেই বিভিন্ন স্থানে মানুষের ভিড় দেখা যায়। কর্মকর্তারা বিষয়টি খতিয়ে দেখছেন বলে জানিয়েছেন এবং শিগগিরই প্রতিবেদন দেয়া হবে। দেশ সফর থেকে ফিরে গতকাল বৃহস্পতিবার প্রধানমন্ত্রী মন্ত্রণালয়ের সংবাদিকদের কাছে এ আশাবাদ প্রকাশ করেন তিনি। তিনি বলেন, এ বিষয়ে সংশ্লিষ্ট কর্তৃপক্ষ প্রয়োজনীয় ব্যবস্থা গ্রহণ করবে এবং সকলকে সতর্ক থাকার আহ্বান জানান। স্থানীয় প্রশাসন জানায়, পরিস্থিতি স্বাভাবিক রাখতে সব ধরনের প্রস্তুতি নেয়া হয়েছে। এলাকাবাসী জানান, দীর্ঘদিন ধরে এ সমস্যা চলে আসছে এবং দ্রুত সমাধান প্রয়োজন। বিশেষজ্ঞরা মনে করেন, সমন্বিত উদ্যোগ ছাড়া এ সংকট মোকাবিলা সম্ভব নয়। গতকাল সকাল থেকেই বিভিন্ন স্থানে মানুষের ভিড় দেখা যায়। কর্মকর্তারা বিষয়টি খতিয়ে দেখছেন বলে জানিয়েছেন এবং শিগগিরই প্রতিবেদন দেয়া হবে।: [884, 1924, 1130, 2163]
- headline: রাতে পুলিশ কর্মকর্তার: [1211, 455, 1359, 477]
- headline: গরমে অতিষ্ঠ জনজীবন: [634, 88, 833, 112]
- article-body: দেশ সফর থেকে ফিরে গতকাল বৃহস্পতিবার প্রধানমন্ত্রী মন্ত্রণালয়ের সংবাদিকদের কাছে এ আশাবাদ প্রকাশ করেন তিনি। তিনি বলেন, এ বিষয়ে সংশ্লিষ্ট কর্তৃপক্ষ প্রয়োজনীয় ব্যবস্থা গ্রহণ করবে এবং সকলকে সতর্ক থাকার আহ্বান জানান। স্থানীয় প্রশাসন জানায়, পরিস্থিতি স্বাভাবিক রাখতে সব ধরনের প্রস্তুতি নেয়া হয়েছে। এলাকাবাসী জানান, দীর্ঘদিন ধরে এ সমস্যা চলে আসছে এবং দ্রুত সমাধান প্রয়োজন। বিশেষজ্ঞরা মনে করেন, সমন্বিত উদ্যোগ ছাড়া এ সংকট মোকাবিলা সম্ভব নয়। গতকাল সকাল থেকেই বিভিন্ন স্থানে মানুষের ভিড় দেখা যায়। কর্মকর্তারা বিষয়টি খতিয়ে দেখছেন বলে জানিয়েছেন এবং শিগগিরই প্রতিবেদন দেয়া হবে। দেশ সফর থেকে ফিরে গতকাল বৃহস্পতিবার প্রধানমন্ত্রী মন্ত্রণালয়ের সংবাদিকদের কাছে এ আশাবাদ প্রকাশ করেন তিনি। তিনি বলেন, এ বিষয়ে সংশ্লিষ্ট কর্তৃপক্ষ প্রয়োজনীয় ব্যবস্থা গ্রহণ করবে এবং সকলকে সতর্ক থাকার আহ্বান জানান। স্থানীয় প্রশাসন জানায়, পরিস্থিতি স্বাভাবিক রাখতে সব ধরনের প্রস্তুতি নেয়া হয়েছে। এলাকাবাসী জানান, দীর্ঘদিন ধরে এ সমস্যা চলে আসছে এবং দ্রুত সমাধান প্রয়োজন। বিশেষজ্ঞরা মনে করেন, সমন্বিত উদ্যোগ ছাড়া এ সংকট মোকাবিলা সম্ভব নয়। গতকাল সকাল থেকেই বিভিন্ন স্থানে মানুষের ভিড় দেখা যায়। কর্মকর্তারা বিষয়টি খতিয়ে দেখছেন বলে জানিয়েছেন এবং শিগগিরই প্রতিবেদন দেয়া হবে।: [318, 1451, 582, 1678]
- headline: পঞ্চগড় উত্তরের প্রথম: [1211, 1195, 1359, 1217]
- headline: আরও কমলো টাকার মান: [318, 87, 582, 118]
- continued-label: (প্রথম পাতার পর): [1253, 1219, 1317, 1231]
- article-body: দেশ সফর থেকে ফিরে গতকাল বৃহস্পতিবার প্রধানমন্ত্রী মন্ত্রণালয়ের সংবাদিকদের কাছে এ আশাবাদ প্রকাশ করেন তিনি। তিনি বলেন, এ বিষয়ে সংশ্লিষ্ট কর্তৃপক্ষ প্রয়োজনীয় ব্যবস্থা গ্রহণ করবে এবং সকলকে সতর্ক থাকার আহ্বান জানান। স্থানীয় প্রশাসন জানায়, পরিস্থিতি স্বাভাবিক রাখতে সব ধরনের প্রস্তুতি নেয়া হয়েছে। এলাকাবাসী জানান, দীর্ঘদিন ধরে এ সমস্যা চলে আসছে এবং দ্রুত সমাধান প্রয়োজন। বিশেষজ্ঞরা মনে করেন, সমন্বিত উদ্যোগ ছাড়া এ সংকট মোকাবিলা সম্ভব নয়। গতকাল সকাল থেকেই বিভিন্ন স্থানে মানুষের ভিড় দেখা যায়। কর্মকর্তারা বিষয়টি খতিয়ে দেখছেন বলে জানিয়েছেন এবং শিগগিরই প্রতিবেদন দেয়া হবে। দেশ সফর থেকে ফিরে গতকাল বৃহস্পতিবার প্রধানমন্ত্রী মন্ত্রণালয়ের সংবাদিকদের কাছে এ আশাবাদ প্রকাশ করেন তিনি। তিনি বলেন, এ বিষয়ে সংশ্লিষ্ট কর্তৃপক্ষ প্রয়োজনীয় ব্যবস্থা গ্রহণ করবে এবং সকলকে সতর্ক থাকার আহ্বান জানান। স্থানীয় প্রশাসন জানায়, পরিস্থিতি স্বাভাবিক রাখতে সব ধরনের প্রস্তুতি নেয়া হয়েছে। এলাকাবাসী জানান, দীর্ঘদিন ধরে এ সমস্যা চলে আসছে এবং দ্রুত সমাধান প্রয়োজন। বিশেষজ্ঞরা মনে করেন, সমন্বিত উদ্যোগ ছাড়া এ সংকট মোকাবিলা সম্ভব নয়। গতকাল সকাল থেকেই বিভিন্ন স্থানে মানুষের ভিড় দেখা যায়। কর্মকর্তারা বিষয়টি খতিয়ে দেখছেন বলে জানিয়েছেন এবং শিগগিরই প্রতিবেদন দেয়া হবে।: [1147, 1775, 1423, 1990]
- headline: ট্রেনের ছাদে যাত্রী: [106, 367, 229, 388]
- article: [318, 1412, 582, 1679]
- continued-label: (প্রথম পাতার পর): [701, 1088, 766, 1099]
- article: [1147, 457, 1423, 711]
- article-body: দেশ সফর থেকে ফিরে গতকাল বৃহস্পতিবার প্রধানমন্ত্রী মন্ত্রণালয়ের সংবাদিকদের কাছে এ আশাবাদ প্রকাশ করেন তিনি। তিনি বলেন, এ বিষয়ে সংশ্লিষ্ট কর্তৃপক্ষ প্রয়োজনীয় ব্যবস্থা গ্রহণ করবে এবং সকলকে সতর্ক থাকার আহ্বান জানান। স্থানীয় প্রশাসন জানায়, পরিস্থিতি স্বাভাবিক রাখতে সব ধরনের প্রস্তুতি নেয়া হয়েছে। এলাকাবাসী জানান, দীর্ঘদিন ধরে এ সমস্যা চলে আসছে এবং দ্রুত সমাধান প্রয়োজন। বিশেষজ্ঞরা মনে করেন, সমন্বিত উদ্যোগ ছাড়া এ সংকট মোকাবিলা সম্ভব নয়। গতকাল সকাল থেকেই বিভিন্ন স্থানে মানুষের ভিড় দেখা যায়। কর্মকর্তারা বিষয়টি খতিয়ে দেখছেন বলে জানিয়েছেন এবং শিগগিরই প্রতিবেদন দেয়া হবে। দেশ সফর থেকে ফিরে গতকাল বৃহস্পতিবার প্রধানমন্ত্রী মন্ত্রণালয়ের সংবাদিকদের কাছে এ আশাবাদ প্রকাশ করেন তিনি। তিনি বলেন, এ বিষয়ে সংশ্লিষ্ট কর্তৃপক্ষ প্রয়োজনীয় ব্যবস্থা গ্রহণ করবে এবং সকলকে সতর্ক থাকার আহ্বান জানান। স্থানীয় প্রশাসন জানায়, পরিস্থিতি স্বাভাবিক রাখতে সব ধরনের প্রস্তুতি নেয়া হয়েছে। এলাকাবাসী জানান, দীর্ঘদিন ধরে এ সমস্যা চলে আসছে এবং দ্রুত সমাধান প্রয়োজন। বিশেষজ্ঞরা মনে করেন, সমন্বিত উদ্যোগ ছাড়া এ সংকট মোকাবিলা সম্ভব নয়। গতকাল সকাল থেকেই বিভিন্ন স্থানে মানুষের ভিড় দেখা যায়। কর্মকর্তারা বিষয়টি খতিয়ে দেখছেন বলে জানিয়েছেন এবং শিগগিরই প্রতিবেদন দেয়া হবে।: [1147, 496, 1423, 710]
- article-body: দেশ সফর থেকে ফিরে গতকাল বৃহস্পতিবার প্রধানমন্ত্রী মন্ত্রণালয়ের সংবাদিকদের কাছে এ আশাবাদ প্রকাশ করেন তিনি। তিনি বলেন, এ বিষয়ে সংশ্লিষ্ট কর্তৃপক্ষ প্রয়োজনীয় ব্যবস্থা গ্রহণ করবে এবং সকলকে সতর্ক থাকার আহ্বান জানান। স্থানীয় প্রশাসন জানায়, পরিস্থিতি স্বাভাবিক রাখতে সব ধরনের প্রস্তুতি নেয়া হয়েছে। এলাকাবাসী জানান, দীর্ঘদিন ধরে এ সমস্যা চলে আসছে এবং দ্রুত সমাধান প্রয়োজন। বিশেষজ্ঞরা মনে করেন, সমন্বিত উদ্যোগ ছাড়া এ সংকট মোকাবিলা সম্ভব নয়। গতকাল সকাল থেকেই বিভিন্ন স্থানে মানুষের ভিড় দেখা যায়। কর্মকর্তারা বিষয়টি খতিয়ে দেখছেন বলে জানিয়েছেন এবং শিগগিরই প্রতিবেদন দেয়া হবে। দেশ সফর থেকে ফিরে গতকাল বৃহস্পতিবার প্রধানমন্ত্রী মন্ত্রণালয়ের সংবাদিকদের কাছে এ আশাবাদ প্রকাশ করেন তিনি। তিনি বলেন, এ বিষয়ে সংশ্লিষ্ট কর্তৃপক্ষ প্রয়োজনীয় ব্যবস্থা গ্রহণ করবে এবং সকলকে সতর্ক থাকার আহ্বান জানান। স্থানীয় প্রশাসন জানায়, পরিস্থিতি স্বাভাবিক রাখতে সব ধরনের প্রস্তুতি নেয়া হয়েছে। এলাকাবাসী জানান, দীর্ঘদিন ধরে এ সমস্যা চলে আসছে এবং দ্রুত সমাধান প্রয়োজন। বিশেষজ্ঞরা মনে করেন, সমন্বিত উদ্যোগ ছাড়া এ সংকট মোকাবিলা সম্ভব নয়। গতকাল সকাল থেকেই বিভিন্ন স্থানে মানুষের ভিড় দেখা যায়। কর্মকর্তারা বিষয়টি খতিয়ে দেখছেন বলে জানিয়েছেন এবং শিগগিরই প্রতিবেদন দেয়া হবে।: [884, 1684, 1130, 1923]
- continued-label: (প্রথম পাতার পর): [135, 391, 200, 402]
- article: [884, 89, 1130, 396]
- headline: সীমান্তে গুলিতে নিহত: [657, 1440, 810, 1461]
- logo-prefix: দৈনিক: [1294, 36, 1317, 47]
- article-body: দেশ সফর থেকে ফিরে গতকাল বৃহস্পতিবার প্রধানমন্ত্রী মন্ত্রণালয়ের সংবাদিকদের কাছে এ আশাবাদ প্রকাশ করেন তিনি। তিনি বলেন, এ বিষয়ে সংশ্লিষ্ট কর্তৃপক্ষ প্রয়োজনীয় ব্যবস্থা গ্রহণ করবে এবং সকলকে সতর্ক থাকার আহ্বান জানান। স্থানীয় প্রশাসন জানায়, পরিস্থিতি স্বাভাবিক রাখতে সব ধরনের প্রস্তুতি নেয়া হয়েছে। এলাকাবাসী জানান, দীর্ঘদিন ধরে এ সমস্যা চলে আসছে এবং দ্রুত সমাধান প্রয়োজন। বিশেষজ্ঞরা মনে করেন, সমন্বিত উদ্যোগ ছাড়া এ সংকট মোকাবিলা সম্ভব নয়। গতকাল সকাল থেকেই বিভিন্ন স্থানে মানুষের ভিড় দেখা যায়। কর্মকর্তারা বিষয়টি খতিয়ে দেখছেন বলে জানিয়েছেন এবং শিগগিরই প্রতিবেদন দেয়া হবে। দেশ সফর থেকে ফিরে গতকাল বৃহস্পতিবার প্রধানমন্ত্রী মন্ত্রণালয়ের সংবাদিকদের কাছে এ আশাবাদ প্রকাশ করেন তিনি। তিনি বলেন, এ বিষয়ে সংশ্লিষ্ট কর্তৃপক্ষ প্রয়োজনীয় ব্যবস্থা গ্রহণ করবে এবং সকলকে সতর্ক থাকার আহ্বান জানান। স্থানীয় প্রশাসন জানায়, পরিস্থিতি স্বাভাবিক রাখতে সব ধরনের প্রস্তুতি নেয়া হয়েছে। এলাকাবাসী জানান, দীর্ঘদিন ধরে এ সমস্যা চলে আসছে এবং দ্রুত সমাধান প্রয়োজন। বিশেষজ্ঞরা মনে করেন, সমন্বিত উদ্যোগ ছাড়া এ সংকট মোকাবিলা সম্ভব নয়। গতকাল সকাল থেকেই বিভিন্ন স্থানে মানুষের ভিড় দেখা যায়। কর্মকর্তারা বিষয়টি খতিয়ে দেখছেন বলে জানিয়েছেন এবং শিগগিরই প্রতিবেদন দেয়া হবে।: [318, 2076, 582, 2302]
- article: [33, 368, 302, 635]
- headline: নিরাপদ ক্যাম্পাস দাবিতে: [1180, 88, 1390, 112]
- newspaper-logo: [1282, 33, 1423, 72]
- article-body: দেশ সফর থেকে ফিরে গতকাল বৃহস্পতিবার প্রধানমন্ত্রী মন্ত্রণালয়ের সংবাদিকদের কাছে এ আশাবাদ প্রকাশ করেন তিনি। তিনি বলেন, এ বিষয়ে সংশ্লিষ্ট কর্তৃপক্ষ প্রয়োজনীয় ব্যবস্থা গ্রহণ করবে এবং সকলকে সতর্ক থাকার আহ্বান জানান। স্থানীয় প্রশাসন জানায়, পরিস্থিতি স্বাভাবিক রাখতে সব ধরনের প্রস্তুতি নেয়া হয়েছে। এলাকাবাসী জানান, দীর্ঘদিন ধরে এ সমস্যা চলে আসছে এবং দ্রুত সমাধান প্রয়োজন। বিশেষজ্ঞরা মনে করেন, সমন্বিত উদ্যোগ ছাড়া এ সংকট মোকাবিলা সম্ভব নয়। গতকাল সকাল থেকেই বিভিন্ন স্থানে মানুষের ভিড় দেখা যায়। কর্মকর্তারা বিষয়টি খতিয়ে দেখছেন বলে জানিয়েছেন এবং শিগগিরই প্রতিবেদন দেয়া হবে।: [33, 1120, 302, 1232]
- article-body: দেশ সফর থেকে ফিরে গতকাল বৃহস্পতিবার প্রধানমন্ত্রী মন্ত্রণালয়ের সংবাদিকদের কাছে এ আশাবাদ প্রকাশ করেন তিনি। তিনি বলেন, এ বিষয়ে সংশ্লিষ্ট কর্তৃপক্ষ প্রয়োজনীয় ব্যবস্থা গ্রহণ করবে এবং সকলকে সতর্ক থাকার আহ্বান জানান। স্থানীয় প্রশাসন জানায়, পরিস্থিতি স্বাভাবিক রাখতে সব ধরনের প্রস্তুতি নেয়া হয়েছে। এলাকাবাসী জানান, দীর্ঘদিন ধরে এ সমস্যা চলে আসছে এবং দ্রুত সমাধান প্রয়োজন। বিশেষজ্ঞরা মনে করেন, সমন্বিত উদ্যোগ ছাড়া এ সংকট মোকাবিলা সম্ভব নয়। গতকাল সকাল থেকেই বিভিন্ন স্থানে মানুষের ভিড় দেখা যায়। কর্মকর্তারা বিষয়টি খতিয়ে দেখছেন বলে জানিয়েছেন এবং শিগগিরই প্রতিবেদন দেয়া হবে। দেশ সফর থেকে ফিরে গতকাল বৃহস্পতিবার প্রধানমন্ত্রী মন্ত্রণালয়ের সংবাদিকদের কাছে এ আশাবাদ প্রকাশ করেন তিনি। তিনি বলেন, এ বিষয়ে সংশ্লিষ্ট কর্তৃপক্ষ প্রয়োজনীয় ব্যবস্থা গ্রহণ করবে এবং সকলকে সতর্ক থাকার আহ্বান জানান। স্থানীয় প্রশাসন জানায়, পরিস্থিতি স্বাভাবিক রাখতে সব ধরনের প্রস্তুতি নেয়া হয়েছে। এলাকাবাসী জানান, দীর্ঘদিন ধরে এ সমস্যা চলে আসছে এবং দ্রুত সমাধান প্রয়োজন। বিশেষজ্ঞরা মনে করেন, সমন্বিত উদ্যোগ ছাড়া এ সংকট মোকাবিলা সম্ভব নয়। গতকাল সকাল থেকেই বিভিন্ন স্থানে মানুষের ভিড় দেখা যায়। কর্মকর্তারা বিষয়টি খতিয়ে দেখছেন বলে জানিয়েছেন এবং শিগগিরই প্রতিবেদন দেয়া হবে।: [884, 157, 1130, 395]
- article-body: দেশ সফর থেকে ফিরে গতকাল বৃহস্পতিবার প্রধানমন্ত্রী মন্ত্রণালয়ের সংবাদিকদের কাছে এ আশাবাদ প্রকাশ করেন তিনি। তিনি বলেন, এ বিষয়ে সংশ্লিষ্ট কর্তৃপক্ষ প্রয়োজনীয় ব্যবস্থা গ্রহণ করবে এবং সকলকে সতর্ক থাকার আহ্বান জানান। স্থানীয় প্রশাসন জানায়, পরিস্থিতি স্বাভাবিক রাখতে সব ধরনের প্রস্তুতি নেয়া হয়েছে। এলাকাবাসী জানান, দীর্ঘদিন ধরে এ সমস্যা চলে আসছে এবং দ্রুত সমাধান প্রয়োজন। বিশেষজ্ঞরা মনে করেন, সমন্বিত উদ্যোগ ছাড়া এ সংকট মোকাবিলা সম্ভব নয়। গতকাল সকাল থেকেই বিভিন্ন স্থানে মানুষের ভিড় দেখা যায়। কর্মকর্তারা বিষয়টি খতিয়ে দেখছেন বলে জানিয়েছেন এবং শিগগিরই প্রতিবেদন দেয়া হবে। দেশ সফর থেকে ফিরে গতকাল বৃহস্পতিবার প্রধানমন্ত্রী মন্ত্রণালয়ের সংবাদিকদের কাছে এ আশাবাদ প্রকাশ করেন তিনি। তিনি বলেন, এ বিষয়ে সংশ্লিষ্ট কর্তৃপক্ষ প্রয়োজনীয় ব্যবস্থা গ্রহণ করবে এবং সকলকে সতর্ক থাকার আহ্বান জানান। স্থানীয় প্রশাসন জানায়, পরিস্থিতি স্বাভাবিক রাখতে সব ধরনের প্রস্তুতি নেয়া হয়েছে। এলাকাবাসী জানান, দীর্ঘদিন ধরে এ সমস্যা চলে আসছে এবং দ্রুত সমাধান প্রয়োজন। বিশেষজ্ঞরা মনে করেন, সমন্বিত উদ্যোগ ছাড়া এ সংকট মোকাবিলা সম্ভব নয়। গতকাল সকাল থেকেই বিভিন্ন স্থানে মানুষের ভিড় দেখা যায়। কর্মকর্তারা বিষয়টি খতিয়ে দেখছেন বলে জানিয়েছেন এবং শিগগিরই প্রতিবেদন দেয়া হবে। দেশ সফর থেকে ফিরে গতকাল বৃহস্পতিবার প্রধানমন্ত্রী মন্ত্রণালয়ের সংবাদিকদের কাছে এ আশাবাদ প্রকাশ করেন তিনি। তিনি বলেন, এ বিষয়ে সংশ্লিষ্ট কর্তৃপক্ষ প্রয়োজনীয় ব্যবস্থা গ্রহণ করবে এবং সকলকে সতর্ক থাকার আহ্বান জানান। স্থানীয় প্রশাসন জানায়, পরিস্থিতি স্বাভাবিক রাখতে সব ধরনের প্রস্তুতি নেয়া হয়েছে। এলাকাবাসী জানান, দীর্ঘদিন ধরে এ সমস্যা চলে আসছে এবং দ্রুত সমাধান প্রয়োজন। বিশেষজ্ঞরা মনে করেন, সমন্বিত উদ্যোগ ছাড়া এ সংকট মোকাবিলা সম্ভব নয়। গতকাল সকাল থেকেই বিভিন্ন স্থানে মানুষের ভিড় দেখা যায়। কর্মকর্তারা বিষয়টি খতিয়ে দেখছেন বলে জানিয়েছেন এবং শিগগিরই প্রতিবেদন দেয়া হবে।: [1147, 1236, 1423, 1551]
- masthead: [33, 33, 1423, 72]
- section-tag: আজ বগুড়া: [318, 1263, 386, 1286]
- article-body: দেশ সফর থেকে ফিরে গতকাল বৃহস্পতিবার প্রধানমন্ত্রী মন্ত্রণালয়ের সংবাদিকদের কাছে এ আশাবাদ প্রকাশ করেন তিনি। তিনি বলেন, এ বিষয়ে সংশ্লিষ্ট কর্তৃপক্ষ প্রয়োজনীয় ব্যবস্থা গ্রহণ করবে এবং সকলকে সতর্ক থাকার আহ্বান জানান। স্থানীয় প্রশাসন জানায়, পরিস্থিতি স্বাভাবিক রাখতে সব ধরনের প্রস্তুতি নেয়া হয়েছে। এলাকাবাসী জানান, দীর্ঘদিন ধরে এ সমস্যা চলে আসছে এবং দ্রুত সমাধান প্রয়োজন। বিশেষজ্ঞরা মনে করেন, সমন্বিত উদ্যোগ ছাড়া এ সংকট মোকাবিলা সম্ভব নয়। গতকাল সকাল থেকেই বিভিন্ন স্থানে মানুষের ভিড় দেখা যায়। কর্মকর্তারা বিষয়টি খতিয়ে দেখছেন বলে জানিয়েছেন এবং শিগগিরই প্রতিবেদন দেয়া হবে। দেশ সফর থেকে ফিরে গতকাল বৃহস্পতিবার প্রধানমন্ত্রী মন্ত্রণালয়ের সংবাদিকদের কাছে এ আশাবাদ প্রকাশ করেন তিনি। তিনি বলেন, এ বিষয়ে সংশ্লিষ্ট কর্তৃপক্ষ প্রয়োজনীয় ব্যবস্থা গ্রহণ করবে এবং সকলকে সতর্ক থাকার আহ্বান জানান। স্থানীয় প্রশাসন জানায়, পরিস্থিতি স্বাভাবিক রাখতে সব ধরনের প্রস্তুতি নেয়া হয়েছে। এলাকাবাসী জানান, দীর্ঘদিন ধরে এ সমস্যা চলে আসছে এবং দ্রুত সমাধান প্রয়োজন। বিশেষজ্ঞরা মনে করেন, সমন্বিত উদ্যোগ ছাড়া এ সংকট মোকাবিলা সম্ভব নয়। গতকাল সকাল থেকেই বিভিন্ন স্থানে মানুষের ভিড় দেখা যায়। কর্মকর্তারা বিষয়টি খতিয়ে দেখছেন বলে জানিয়েছেন এবং শিগগিরই প্রতিবেদন দেয়া হবে।: [33, 845, 302, 1071]
- article: [884, 743, 1130, 1061]
- article: [599, 469, 868, 1057]
- article: [884, 1396, 1130, 1675]
- article: [884, 404, 1130, 736]
- headline: খুঁজে দেখেন কেউ: [1223, 718, 1347, 739]
- article: [33, 643, 302, 797]
- article-body: দেশ সফর থেকে ফিরে গতকাল বৃহস্পতিবার প্রধানমন্ত্রী মন্ত্রণালয়ের সংবাদিকদের কাছে এ আশাবাদ প্রকাশ করেন তিনি। তিনি বলেন, এ বিষয়ে সংশ্লিষ্ট কর্তৃপক্ষ প্রয়োজনীয় ব্যবস্থা গ্রহণ করবে এবং সকলকে সতর্ক থাকার আহ্বান জানান। স্থানীয় প্রশাসন জানায়, পরিস্থিতি স্বাভাবিক রাখতে সব ধরনের প্রস্তুতি নেয়া হয়েছে। এলাকাবাসী জানান, দীর্ঘদিন ধরে এ সমস্যা চলে আসছে এবং দ্রুত সমাধান প্রয়োজন। বিশেষজ্ঞরা মনে করেন, সমন্বিত উদ্যোগ ছাড়া এ সংকট মোকাবিলা সম্ভব নয়। গতকাল সকাল থেকেই বিভিন্ন স্থানে মানুষের ভিড় দেখা যায়। কর্মকর্তারা বিষয়টি খতিয়ে দেখছেন বলে জানিয়েছেন এবং শিগগিরই প্রতিবেদন দেয়া হবে। দেশ সফর থেকে ফিরে গতকাল বৃহস্পতিবার প্রধানমন্ত্রী মন্ত্রণালয়ের সংবাদিকদের কাছে এ আশাবাদ প্রকাশ করেন তিনি। তিনি বলেন, এ বিষয়ে সংশ্লিষ্ট কর্তৃপক্ষ প্রয়োজনীয় ব্যবস্থা গ্রহণ করবে এবং সকলকে সতর্ক থাকার আহ্বান জানান। স্থানীয় প্রশাসন জানায়, পরিস্থিতি স্বাভাবিক রাখতে সব ধরনের প্রস্তুতি নেয়া হয়েছে। এলাকাবাসী জানান, দীর্ঘদিন ধরে এ সমস্যা চলে আসছে এবং দ্রুত সমাধান প্রয়োজন। বিশেষজ্ঞরা মনে করেন, সমন্বিত উদ্যোগ ছাড়া এ সংকট মোকাবিলা সম্ভব নয়। গতকাল সকাল থেকেই বিভিন্ন স্থানে মানুষের ভিড় দেখা যায়। কর্মকর্তারা বিষয়টি খতিয়ে দেখছেন বলে জানিয়েছেন এবং শিগগিরই প্রতিবেদন দেয়া হবে।: [599, 2045, 868, 2272]
- headline: সংবাদপত্রের মূল্যবৃদ্ধির: [90, 642, 244, 664]
- article-body: দেশ সফর থেকে ফিরে গতকাল বৃহস্পতিবার প্রধানমন্ত্রী মন্ত্রণালয়ের সংবাদিকদের কাছে এ আশাবাদ প্রকাশ করেন তিনি। তিনি বলেন, এ বিষয়ে সংশ্লিষ্ট কর্তৃপক্ষ প্রয়োজনীয় ব্যবস্থা গ্রহণ করবে এবং সকলকে সতর্ক থাকার আহ্বান জানান। স্থানীয় প্রশাসন জানায়, পরিস্থিতি স্বাভাবিক রাখতে সব ধরনের প্রস্তুতি নেয়া হয়েছে। এলাকাবাসী জানান, দীর্ঘদিন ধরে এ সমস্যা চলে আসছে এবং দ্রুত সমাধান প্রয়োজন। বিশেষজ্ঞরা মনে করেন, সমন্বিত উদ্যোগ ছাড়া এ সংকট মোকাবিলা সম্ভব নয়। গতকাল সকাল থেকেই বিভিন্ন স্থানে মানুষের ভিড় দেখা যায়। কর্মকর্তারা বিষয়টি খতিয়ে দেখছেন বলে জানিয়েছেন এবং শিগগিরই প্রতিবেদন দেয়া হবে। দেশ সফর থেকে ফিরে গতকাল বৃহস্পতিবার প্রধানমন্ত্রী মন্ত্রণালয়ের সংবাদিকদের কাছে এ আশাবাদ প্রকাশ করেন তিনি। তিনি বলেন, এ বিষয়ে সংশ্লিষ্ট কর্তৃপক্ষ প্রয়োজনীয় ব্যবস্থা গ্রহণ করবে এবং সকলকে সতর্ক থাকার আহ্বান জানান। স্থানীয় প্রশাসন জানায়, পরিস্থিতি স্বাভাবিক রাখতে সব ধরনের প্রস্তুতি নেয়া হয়েছে। এলাকাবাসী জানান, দীর্ঘদিন ধরে এ সমস্যা চলে আসছে এবং দ্রুত সমাধান প্রয়োজন। বিশেষজ্ঞরা মনে করেন, সমন্বিত উদ্যোগ ছাড়া এ সংকট মোকাবিলা সম্ভব নয়। গতকাল সকাল থেকেই বিভিন্ন স্থানে মানুষের ভিড় দেখা যায়। কর্মকর্তারা বিষয়টি খতিয়ে দেখছেন বলে জানিয়েছেন এবং শিগগিরই প্রতিবেদন দেয়া হবে। দেশ সফর থেকে ফিরে গতকাল বৃহস্পতিবার প্রধানমন্ত্রী মন্ত্রণালয়ের সংবাদিকদের কাছে এ আশাবাদ প্রকাশ করেন তিনি। তিনি বলেন, এ বিষয়ে সংশ্লিষ্ট কর্তৃপক্ষ প্রয়োজনীয় ব্যবস্থা গ্রহণ করবে এবং সকলকে সতর্ক থাকার আহ্বান জানান। স্থানীয় প্রশাসন জানায়, পরিস্থিতি স্বাভাবিক রাখতে সব ধরনের প্রস্তুতি নেয়া হয়েছে। এলাকাবাসী জানান, দীর্ঘদিন ধরে এ সমস্যা চলে আসছে এবং দ্রুত সমাধান প্রয়োজন। বিশেষজ্ঞরা মনে করেন, সমন্বিত উদ্যোগ ছাড়া এ সংকট মোকাবিলা সম্ভব নয়। গতকাল সকাল থেকেই বিভিন্ন স্থানে মানুষের ভিড় দেখা যায়। কর্মকর্তারা বিষয়টি খতিয়ে দেখছেন বলে জানিয়েছেন এবং শিগগিরই প্রতিবেদন দেয়া হবে। দেশ সফর থেকে ফিরে গতকাল বৃহস্পতিবার প্রধানমন্ত্রী মন্ত্রণালয়ের সংবাদিকদের কাছে এ আশাবাদ প্রকাশ করেন তিনি। তিনি বলেন, এ বিষয়ে সংশ্লিষ্ট কর্তৃপক্ষ প্রয়োজনীয় ব্যবস্থা গ্রহণ করবে এবং সকলকে সতর্ক থাকার আহ্বান জানান। স্থানীয় প্রশাসন জানায়, পরিস্থিতি স্বাভাবিক রাখতে সব ধরনের প্রস্তুতি নেয়া হয়েছে। এলাকাবাসী জানান, দীর্ঘদিন ধরে এ সমস্যা চলে আসছে এবং দ্রুত সমাধান প্রয়োজন। বিশেষজ্ঞরা মনে করেন, সমন্বিত উদ্যোগ ছাড়া এ সংকট মোকাবিলা সম্ভব নয়। গতকাল সকাল থেকেই বিভিন্ন স্থানে মানুষের ভিড় দেখা যায়। কর্মকর্তারা বিষয়টি খতিয়ে দেখছেন বলে জানিয়েছেন এবং শিগগিরই প্রতিবেদন দেয়া হবে।: [318, 139, 582, 579]
- headline: জাতীয় নির্বাচনে সেনাবাহিনীর: [65, 1240, 270, 1262]
- column-3: [599, 85, 868, 2500]
- column-divider: [876, 85, 877, 2310]
- article: [33, 89, 302, 360]
- article: [1147, 1197, 1423, 1552]
- article: [33, 1080, 302, 1233]
- headline: করোনায় আক্রান্ত জো বাইডেন: [893, 1067, 1121, 1128]
- column-5: [1147, 85, 1423, 2419]
- continued-label: (প্রথম পাতার পর): [974, 139, 1040, 151]
- continued-label: (প্রথম পাতার পর): [135, 666, 200, 678]
- column-4: [884, 85, 1130, 2403]
- continued-label: (প্রথম পাতার পর): [1253, 116, 1317, 127]
- article: [318, 1687, 582, 1840]
- article-body: দেশ সফর থেকে ফিরে গতকাল বৃহস্পতিবার প্রধানমন্ত্রী মন্ত্রণালয়ের সংবাদিকদের কাছে এ আশাবাদ প্রকাশ করেন তিনি। তিনি বলেন, এ বিষয়ে সংশ্লিষ্ট কর্তৃপক্ষ প্রয়োজনীয় ব্যবস্থা গ্রহণ করবে এবং সকলকে সতর্ক থাকার আহ্বান জানান। স্থানীয় প্রশাসন জানায়, পরিস্থিতি স্বাভাবিক রাখতে সব ধরনের প্রস্তুতি নেয়া হয়েছে। এলাকাবাসী জানান, দীর্ঘদিন ধরে এ সমস্যা চলে আসছে এবং দ্রুত সমাধান প্রয়োজন। বিশেষজ্ঞরা মনে করেন, সমন্বিত উদ্যোগ ছাড়া এ সংকট মোকাবিলা সম্ভব নয়। গতকাল সকাল থেকেই বিভিন্ন স্থানে মানুষের ভিড় দেখা যায়। কর্মকর্তারা বিষয়টি খতিয়ে দেখছেন বলে জানিয়েছেন এবং শিগগিরই প্রতিবেদন দেয়া হবে। দেশ সফর থেকে ফিরে গতকাল বৃহস্পতিবার প্রধানমন্ত্রী মন্ত্রণালয়ের সংবাদিকদের কাছে এ আশাবাদ প্রকাশ করেন তিনি। তিনি বলেন, এ বিষয়ে সংশ্লিষ্ট কর্তৃপক্ষ প্রয়োজনীয় ব্যবস্থা গ্রহণ করবে এবং সকলকে সতর্ক থাকার আহ্বান জানান। স্থানীয় প্রশাসন জানায়, পরিস্থিতি স্বাভাবিক রাখতে সব ধরনের প্রস্তুতি নেয়া হয়েছে। এলাকাবাসী জানান, দীর্ঘদিন ধরে এ সমস্যা চলে আসছে এবং দ্রুত সমাধান প্রয়োজন। বিশেষজ্ঞরা মনে করেন, সমন্বিত উদ্যোগ ছাড়া এ সংকট মোকাবিলা সম্ভব নয়। গতকাল সকাল থেকেই বিভিন্ন স্থানে মানুষের ভিড় দেখা যায়। কর্মকর্তারা বিষয়টি খতিয়ে দেখছেন বলে জানিয়েছেন এবং শিগগিরই প্রতিবেদন দেয়া হবে। দেশ সফর থেকে ফিরে গতকাল বৃহস্পতিবার প্রধানমন্ত্রী মন্ত্রণালয়ের সংবাদিকদের কাছে এ আশাবাদ প্রকাশ করেন তিনি। তিনি বলেন, এ বিষয়ে সংশ্লিষ্ট কর্তৃপক্ষ প্রয়োজনীয় ব্যবস্থা গ্রহণ করবে এবং সকলকে সতর্ক থাকার আহ্বান জানান। স্থানীয় প্রশাসন জানায়, পরিস্থিতি স্বাভাবিক রাখতে সব ধরনের প্রস্তুতি নেয়া হয়েছে। এলাকাবাসী জানান, দীর্ঘদিন ধরে এ সমস্যা চলে আসছে এবং দ্রুত সমাধান প্রয়োজন। বিশেষজ্ঞরা মনে করেন, সমন্বিত উদ্যোগ ছাড়া এ সংকট মোকাবিলা সম্ভব নয়। গতকাল সকাল থেকেই বিভিন্ন স্থানে মানুষের ভিড় দেখা যায়। কর্মকর্তারা বিষয়টি খতিয়ে দেখছেন বলে জানিয়েছেন এবং শিগগিরই প্রতিবেদন দেয়া হবে। দেশ সফর থেকে ফিরে গতকাল বৃহস্পতিবার প্রধানমন্ত্রী মন্ত্রণালয়ের সংবাদিকদের কাছে এ আশাবাদ প্রকাশ করেন তিনি। তিনি বলেন, এ বিষয়ে সংশ্লিষ্ট কর্তৃপক্ষ প্রয়োজনীয় ব্যবস্থা গ্রহণ করবে এবং সকলকে সতর্ক থাকার আহ্বান জানান। স্থানীয় প্রশাসন জানায়, পরিস্থিতি স্বাভাবিক রাখতে সব ধরনের প্রস্তুতি নেয়া হয়েছে। এলাকাবাসী জানান, দীর্ঘদিন ধরে এ সমস্যা চলে আসছে এবং দ্রুত সমাধান প্রয়োজন। বিশেষজ্ঞরা মনে করেন, সমন্বিত উদ্যোগ ছাড়া এ সংকট মোকাবিলা সম্ভব নয়। গতকাল সকাল থেকেই বিভিন্ন স্থানে মানুষের ভিড় দেখা যায়। কর্মকর্তারা বিষয়টি খতিয়ে দেখছেন বলে জানিয়েছেন এবং শিগগিরই প্রতিবেদন দেয়া হবে।: [1147, 759, 1423, 1188]
- article-body: দেশ সফর থেকে ফিরে গতকাল বৃহস্পতিবার প্রধানমন্ত্রী মন্ত্রণালয়ের সংবাদিকদের কাছে এ আশাবাদ প্রকাশ করেন তিনি। তিনি বলেন, এ বিষয়ে সংশ্লিষ্ট কর্তৃপক্ষ প্রয়োজনীয় ব্যবস্থা গ্রহণ করবে এবং সকলকে সতর্ক থাকার আহ্বান জানান। স্থানীয় প্রশাসন জানায়, পরিস্থিতি স্বাভাবিক রাখতে সব ধরনের প্রস্তুতি নেয়া হয়েছে। এলাকাবাসী জানান, দীর্ঘদিন ধরে এ সমস্যা চলে আসছে এবং দ্রুত সমাধান প্রয়োজন। বিশেষজ্ঞরা মনে করেন, সমন্বিত উদ্যোগ ছাড়া এ সংকট মোকাবিলা সম্ভব নয়। গতকাল সকাল থেকেই বিভিন্ন স্থানে মানুষের ভিড় দেখা যায়। কর্মকর্তারা বিষয়টি খতিয়ে দেখছেন বলে জানিয়েছেন এবং শিগগিরই প্রতিবেদন দেয়া হবে। দেশ সফর থেকে ফিরে গতকাল বৃহস্পতিবার প্রধানমন্ত্রী মন্ত্রণালয়ের সংবাদিকদের কাছে এ আশাবাদ প্রকাশ করেন তিনি। তিনি বলেন, এ বিষয়ে সংশ্লিষ্ট কর্তৃপক্ষ প্রয়োজনীয় ব্যবস্থা গ্রহণ করবে এবং সকলকে সতর্ক থাকার আহ্বান জানান। স্থানীয় প্রশাসন জানায়, পরিস্থিতি স্বাভাবিক রাখতে সব ধরনের প্রস্তুতি নেয়া হয়েছে। এলাকাবাসী জানান, দীর্ঘদিন ধরে এ সমস্যা চলে আসছে এবং দ্রুত সমাধান প্রয়োজন। বিশেষজ্ঞরা মনে করেন, সমন্বিত উদ্যোগ ছাড়া এ সংকট মোকাবিলা সম্ভব নয়। গতকাল সকাল থেকেই বিভিন্ন স্থানে মানুষের ভিড় দেখা যায়। কর্মকর্তারা বিষয়টি খতিয়ে দেখছেন বলে জানিয়েছেন এবং শিগগিরই প্রতিবেদন দেয়া হবে।: [884, 821, 1130, 1060]
- article-body: দেশ সফর থেকে ফিরে গতকাল বৃহস্পতিবার প্রধানমন্ত্রী মন্ত্রণালয়ের সংবাদিকদের কাছে এ আশাবাদ প্রকাশ করেন তিনি। তিনি বলেন, এ বিষয়ে সংশ্লিষ্ট কর্তৃপক্ষ প্রয়োজনীয় ব্যবস্থা গ্রহণ করবে এবং সকলকে সতর্ক থাকার আহ্বান জানান। স্থানীয় প্রশাসন জানায়, পরিস্থিতি স্বাভাবিক রাখতে সব ধরনের প্রস্তুতি নেয়া হয়েছে। এলাকাবাসী জানান, দীর্ঘদিন ধরে এ সমস্যা চলে আসছে এবং দ্রুত সমাধান প্রয়োজন। বিশেষজ্ঞরা মনে করেন, সমন্বিত উদ্যোগ ছাড়া এ সংকট মোকাবিলা সম্ভব নয়। গতকাল সকাল থেকেই বিভিন্ন স্থানে মানুষের ভিড় দেখা যায়। কর্মকর্তারা বিষয়টি খতিয়ে দেখছেন বলে জানিয়েছেন এবং শিগগিরই প্রতিবেদন দেয়া হবে। দেশ সফর থেকে ফিরে গতকাল বৃহস্পতিবার প্রধানমন্ত্রী মন্ত্রণালয়ের সংবাদিকদের কাছে এ আশাবাদ প্রকাশ করেন তিনি। তিনি বলেন, এ বিষয়ে সংশ্লিষ্ট কর্তৃপক্ষ প্রয়োজনীয় ব্যবস্থা গ্রহণ করবে এবং সকলকে সতর্ক থাকার আহ্বান জানান। স্থানীয় প্রশাসন জানায়, পরিস্থিতি স্বাভাবিক রাখতে সব ধরনের প্রস্তুতি নেয়া হয়েছে। এলাকাবাসী জানান, দীর্ঘদিন ধরে এ সমস্যা চলে আসছে এবং দ্রুত সমাধান প্রয়োজন। বিশেষজ্ঞরা মনে করেন, সমন্বিত উদ্যোগ ছাড়া এ সংকট মোকাবিলা সম্ভব নয়। গতকাল সকাল থেকেই বিভিন্ন স্থানে মানুষের ভিড় দেখা যায়। কর্মকর্তারা বিষয়টি খতিয়ে দেখছেন বলে জানিয়েছেন এবং শিগগিরই প্রতিবেদন দেয়া হবে। দেশ সফর থেকে ফিরে গতকাল বৃহস্পতিবার প্রধানমন্ত্রী মন্ত্রণালয়ের সংবাদিকদের কাছে এ আশাবাদ প্রকাশ করেন তিনি। তিনি বলেন, এ বিষয়ে সংশ্লিষ্ট কর্তৃপক্ষ প্রয়োজনীয় ব্যবস্থা গ্রহণ করবে এবং সকলকে সতর্ক থাকার আহ্বান জানান। স্থানীয় প্রশাসন জানায়, পরিস্থিতি স্বাভাবিক রাখতে সব ধরনের প্রস্তুতি নেয়া হয়েছে। এলাকাবাসী জানান, দীর্ঘদিন ধরে এ সমস্যা চলে আসছে এবং দ্রুত সমাধান প্রয়োজন। বিশেষজ্ঞরা মনে করেন, সমন্বিত উদ্যোগ ছাড়া এ সংকট মোকাবিলা সম্ভব নয়। গতকাল সকাল থেকেই বিভিন্ন স্থানে মানুষের ভিড় দেখা যায়। কর্মকর্তারা বিষয়টি খতিয়ে দেখছেন বলে জানিয়েছেন এবং শিগগিরই প্রতিবেদন দেয়া হবে।: [1147, 133, 1423, 448]
- continued-label: (প্রথম পাতার পর): [135, 828, 200, 839]
- article: [599, 1441, 868, 1810]
- article-body: দেশ সফর থেকে ফিরে গতকাল বৃহস্পতিবার প্রধানমন্ত্রী মন্ত্রণালয়ের সংবাদিকদের কাছে এ আশাবাদ প্রকাশ করেন তিনি। তিনি বলেন, এ বিষয়ে সংশ্লিষ্ট কর্তৃপক্ষ প্রয়োজনীয় ব্যবস্থা গ্রহণ করবে এবং সকলকে সতর্ক থাকার আহ্বান জানান। স্থানীয় প্রশাসন জানায়, পরিস্থিতি স্বাভাবিক রাখতে সব ধরনের প্রস্তুতি নেয়া হয়েছে। এলাকাবাসী জানান, দীর্ঘদিন ধরে এ সমস্যা চলে আসছে এবং দ্রুত সমাধান প্রয়োজন। বিশেষজ্ঞরা মনে করেন, সমন্বিত উদ্যোগ ছাড়া এ সংকট মোকাবিলা সম্ভব নয়। গতকাল সকাল থেকেই বিভিন্ন স্থানে মানুষের ভিড় দেখা যায়। কর্মকর্তারা বিষয়টি খতিয়ে দেখছেন বলে জানিয়েছেন এবং শিগগিরই প্রতিবেদন দেয়া হবে। দেশ সফর থেকে ফিরে গতকাল বৃহস্পতিবার প্রধানমন্ত্রী মন্ত্রণালয়ের সংবাদিকদের কাছে এ আশাবাদ প্রকাশ করেন তিনি। তিনি বলেন, এ বিষয়ে সংশ্লিষ্ট কর্তৃপক্ষ প্রয়োজনীয় ব্যবস্থা গ্রহণ করবে এবং সকলকে সতর্ক থাকার আহ্বান জানান। স্থানীয় প্রশাসন জানায়, পরিস্থিতি স্বাভাবিক রাখতে সব ধরনের প্রস্তুতি নেয়া হয়েছে। এলাকাবাসী জানান, দীর্ঘদিন ধরে এ সমস্যা চলে আসছে এবং দ্রুত সমাধান প্রয়োজন। বিশেষজ্ঞরা মনে করেন, সমন্বিত উদ্যোগ ছাড়া এ সংকট মোকাবিলা সম্ভব নয়। গতকাল সকাল থেকেই বিভিন্ন স্থানে মানুষের ভিড় দেখা যায়। কর্মকর্তারা বিষয়টি খতিয়ে দেখছেন বলে জানিয়েছেন এবং শিগগিরই প্রতিবেদন দেয়া হবে।: [33, 133, 302, 359]
- article: [318, 89, 582, 580]
- article-body: দেশ সফর থেকে ফিরে গতকাল বৃহস্পতিবার প্রধানমন্ত্রী মন্ত্রণালয়ের সংবাদিকদের কাছে এ আশাবাদ প্রকাশ করেন তিনি। তিনি বলেন, এ বিষয়ে সংশ্লিষ্ট কর্তৃপক্ষ প্রয়োজনীয় ব্যবস্থা গ্রহণ করবে এবং সকলকে সতর্ক থাকার আহ্বান জানান। স্থানীয় প্রশাসন জানায়, পরিস্থিতি স্বাভাবিক রাখতে সব ধরনের প্রস্তুতি নেয়া হয়েছে। এলাকাবাসী জানান, দীর্ঘদিন ধরে এ সমস্যা চলে আসছে এবং দ্রুত সমাধান প্রয়োজন। বিশেষজ্ঞরা মনে করেন, সমন্বিত উদ্যোগ ছাড়া এ সংকট মোকাবিলা সম্ভব নয়। গতকাল সকাল থেকেই বিভিন্ন স্থানে মানুষের ভিড় দেখা যায়। কর্মকর্তারা বিষয়টি খতিয়ে দেখছেন বলে জানিয়েছেন এবং শিগগিরই প্রতিবেদন দেয়া হবে। দেশ সফর থেকে ফিরে গতকাল বৃহস্পতিবার প্রধানমন্ত্রী মন্ত্রণালয়ের সংবাদিকদের কাছে এ আশাবাদ প্রকাশ করেন তিনি। তিনি বলেন, এ বিষয়ে সংশ্লিষ্ট কর্তৃপক্ষ প্রয়োজনীয় ব্যবস্থা গ্রহণ করবে এবং সকলকে সতর্ক থাকার আহ্বান জানান। স্থানীয় প্রশাসন জানায়, পরিস্থিতি স্বাভাবিক রাখতে সব ধরনের প্রস্তুতি নেয়া হয়েছে। এলাকাবাসী জানান, দীর্ঘদিন ধরে এ সমস্যা চলে আসছে এবং দ্রুত সমাধান প্রয়োজন। বিশেষজ্ঞরা মনে করেন, সমন্বিত উদ্যোগ ছাড়া এ সংকট মোকাবিলা সম্ভব নয়। গতকাল সকাল থেকেই বিভিন্ন স্থানে মানুষের ভিড় দেখা যায়। কর্মকর্তারা বিষয়টি খতিয়ে দেখছেন বলে জানিয়েছেন এবং শিগগিরই প্রতিবেদন দেয়া হবে।: [318, 2304, 582, 2530]
- continued-label: (প্রথম পাতার পর): [974, 1131, 1040, 1142]
- continued-label: (প্রথম পাতার পর): [701, 116, 766, 127]
- headline: আগের মন্ত্রিসভাই: [660, 468, 807, 494]
- continued-label: (প্রথম পাতার পর): [418, 121, 483, 133]
- date-line: শুক্রবার ৭ শ্রাবণ ১৪২৯ : ২২ জুলাই ২০২২: [1024, 45, 1267, 62]
- article-body: দেশ সফর থেকে ফিরে গতকাল বৃহস্পতিবার প্রধানমন্ত্রী মন্ত্রণালয়ের সংবাদিকদের কাছে এ আশাবাদ প্রকাশ করেন তিনি। তিনি বলেন, এ বিষয়ে সংশ্লিষ্ট কর্তৃপক্ষ প্রয়োজনীয় ব্যবস্থা গ্রহণ করবে এবং সকলকে সতর্ক থাকার আহ্বান জানান। স্থানীয় প্রশাসন জানায়, পরিস্থিতি স্বাভাবিক রাখতে সব ধরনের প্রস্তুতি নেয়া হয়েছে। এলাকাবাসী জানান, দীর্ঘদিন ধরে এ সমস্যা চলে আসছে এবং দ্রুত সমাধান প্রয়োজন। বিশেষজ্ঞরা মনে করেন, সমন্বিত উদ্যোগ ছাড়া এ সংকট মোকাবিলা সম্ভব নয়। গতকাল সকাল থেকেই বিভিন্ন স্থানে মানুষের ভিড় দেখা যায়। কর্মকর্তারা বিষয়টি খতিয়ে দেখছেন বলে জানিয়েছেন এবং শিগগিরই প্রতিবেদন দেয়া হবে। দেশ সফর থেকে ফিরে গতকাল বৃহস্পতিবার প্রধানমন্ত্রী মন্ত্রণালয়ের সংবাদিকদের কাছে এ আশাবাদ প্রকাশ করেন তিনি। তিনি বলেন, এ বিষয়ে সংশ্লিষ্ট কর্তৃপক্ষ প্রয়োজনীয় ব্যবস্থা গ্রহণ করবে এবং সকলকে সতর্ক থাকার আহ্বান জানান। স্থানীয় প্রশাসন জানায়, পরিস্থিতি স্বাভাবিক রাখতে সব ধরনের প্রস্তুতি নেয়া হয়েছে। এলাকাবাসী জানান, দীর্ঘদিন ধরে এ সমস্যা চলে আসছে এবং দ্রুত সমাধান প্রয়োজন। বিশেষজ্ঞরা মনে করেন, সমন্বিত উদ্যোগ ছাড়া এ সংকট মোকাবিলা সম্ভব নয়। গতকাল সকাল থেকেই বিভিন্ন স্থানে মানুষের ভিড় দেখা যায়। কর্মকর্তারা বিষয়টি খতিয়ে দেখছেন বলে জানিয়েছেন এবং শিগগিরই প্রতিবেদন দেয়া হবে।: [884, 496, 1130, 734]
- logo-title: করতোয়া: [1307, 43, 1395, 72]
- headline: মালয়েশিয়ায় কর্মী: [94, 88, 240, 112]
- article-body: দেশ সফর থেকে ফিরে গতকাল বৃহস্পতিবার প্রধানমন্ত্রী মন্ত্রণালয়ের সংবাদিকদের কাছে এ আশাবাদ প্রকাশ করেন তিনি। তিনি বলেন, এ বিষয়ে সংশ্লিষ্ট কর্তৃপক্ষ প্রয়োজনীয় ব্যবস্থা গ্রহণ করবে এবং সকলকে সতর্ক থাকার আহ্বান জানান। স্থানীয় প্রশাসন জানায়, পরিস্থিতি স্বাভাবিক রাখতে সব ধরনের প্রস্তুতি নেয়া হয়েছে। এলাকাবাসী জানান, দীর্ঘদিন ধরে এ সমস্যা চলে আসছে এবং দ্রুত সমাধান প্রয়োজন। বিশেষজ্ঞরা মনে করেন, সমন্বিত উদ্যোগ ছাড়া এ সংকট মোকাবিলা সম্ভব নয়। গতকাল সকাল থেকেই বিভিন্ন স্থানে মানুষের ভিড় দেখা যায়। কর্মকর্তারা বিষয়টি খতিয়ে দেখছেন বলে জানিয়েছেন এবং শিগগিরই প্রতিবেদন দেয়া হবে। দেশ সফর থেকে ফিরে গতকাল বৃহস্পতিবার প্রধানমন্ত্রী মন্ত্রণালয়ের সংবাদিকদের কাছে এ আশাবাদ প্রকাশ করেন তিনি। তিনি বলেন, এ বিষয়ে সংশ্লিষ্ট কর্তৃপক্ষ প্রয়োজনীয় ব্যবস্থা গ্রহণ করবে এবং সকলকে সতর্ক থাকার আহ্বান জানান। স্থানীয় প্রশাসন জানায়, পরিস্থিতি স্বাভাবিক রাখতে সব ধরনের প্রস্তুতি নেয়া হয়েছে। এলাকাবাসী জানান, দীর্ঘদিন ধরে এ সমস্যা চলে আসছে এবং দ্রুত সমাধান প্রয়োজন। বিশেষজ্ঞরা মনে করেন, সমন্বিত উদ্যোগ ছাড়া এ সংকট মোকাবিলা সম্ভব নয়। গতকাল সকাল থেকেই বিভিন্ন স্থানে মানুষের ভিড় দেখা যায়। কর্মকর্তারা বিষয়টি খতিয়ে দেখছেন বলে জানিয়েছেন এবং শিগগিরই প্রতিবেদন দেয়া হবে। দেশ সফর থেকে ফিরে গতকাল বৃহস্পতিবার প্রধানমন্ত্রী মন্ত্রণালয়ের সংবাদিকদের কাছে এ আশাবাদ প্রকাশ করেন তিনি। তিনি বলেন, এ বিষয়ে সংশ্লিষ্ট কর্তৃপক্ষ প্রয়োজনীয় ব্যবস্থা গ্রহণ করবে এবং সকলকে সতর্ক থাকার আহ্বান জানান। স্থানীয় প্রশাসন জানায়, পরিস্থিতি স্বাভাবিক রাখতে সব ধরনের প্রস্তুতি নেয়া হয়েছে। এলাকাবাসী জানান, দীর্ঘদিন ধরে এ সমস্যা চলে আসছে এবং দ্রুত সমাধান প্রয়োজন। বিশেষজ্ঞরা মনে করেন, সমন্বিত উদ্যোগ ছাড়া এ সংকট মোকাবিলা সম্ভব নয়। গতকাল সকাল থেকেই বিভিন্ন স্থানে মানুষের ভিড় দেখা যায়। কর্মকর্তারা বিষয়টি খতিয়ে দেখছেন বলে জানিয়েছেন এবং শিগগিরই প্রতিবেদন দেয়া হবে। দেশ সফর থেকে ফিরে গতকাল বৃহস্পতিবার প্রধানমন্ত্রী মন্ত্রণালয়ের সংবাদিকদের কাছে এ আশাবাদ প্রকাশ করেন তিনি। তিনি বলেন, এ বিষয়ে সংশ্লিষ্ট কর্তৃপক্ষ প্রয়োজনীয় ব্যবস্থা গ্রহণ করবে এবং সকলকে সতর্ক থাকার আহ্বান জানান। স্থানীয় প্রশাসন জানায়, পরিস্থিতি স্বাভাবিক রাখতে সব ধরনের প্রস্তুতি নেয়া হয়েছে। এলাকাবাসী জানান, দীর্ঘদিন ধরে এ সমস্যা চলে আসছে এবং দ্রুত সমাধান প্রয়োজন। বিশেষজ্ঞরা মনে করেন, সমন্বিত উদ্যোগ ছাড়া এ সংকট মোকাবিলা সম্ভব নয়। গতকাল সকাল থেকেই বিভিন্ন স্থানে মানুষের ভিড় দেখা যায়। কর্মকর্তারা বিষয়টি খতিয়ে দেখছেন বলে জানিয়েছেন এবং শিগগিরই প্রতিবেদন দেয়া হবে। দেশ সফর থেকে ফিরে গতকাল বৃহস্পতিবার প্রধানমন্ত্রী মন্ত্রণালয়ের সংবাদিকদের কাছে এ আশাবাদ প্রকাশ করেন তিনি। তিনি বলেন, এ বিষয়ে সংশ্লিষ্ট কর্তৃপক্ষ প্রয়োজনীয় ব্যবস্থা গ্রহণ করবে এবং সকলকে সতর্ক থাকার আহ্বান জানান। স্থানীয় প্রশাসন জানায়, পরিস্থিতি স্বাভাবিক রাখতে সব ধরনের প্রস্তুতি নেয়া হয়েছে। এলাকাবাসী জানান, দীর্ঘদিন ধরে এ সমস্যা চলে আসছে এবং দ্রুত সমাধান প্রয়োজন। বিশেষজ্ঞরা মনে করেন, সমন্বিত উদ্যোগ ছাড়া এ সংকট মোকাবিলা সম্ভব নয়। গতকাল সকাল থেকেই বিভিন্ন স্থানে মানুষের ভিড় দেখা যায়। কর্মকর্তারা বিষয়টি খতিয়ে দেখছেন বলে জানিয়েছেন এবং শিগগিরই প্রতিবেদন দেয়া হবে।: [318, 696, 582, 1251]
- article-body: দেশ সফর থেকে ফিরে গতকাল বৃহস্পতিবার প্রধানমন্ত্রী মন্ত্রণালয়ের সংবাদিকদের কাছে এ আশাবাদ প্রকাশ করেন তিনি। তিনি বলেন, এ বিষয়ে সংশ্লিষ্ট কর্তৃপক্ষ প্রয়োজনীয় ব্যবস্থা গ্রহণ করবে এবং সকলকে সতর্ক থাকার আহ্বান জানান। স্থানীয় প্রশাসন জানায়, পরিস্থিতি স্বাভাবিক রাখতে সব ধরনের প্রস্তুতি নেয়া হয়েছে। এলাকাবাসী জানান, দীর্ঘদিন ধরে এ সমস্যা চলে আসছে এবং দ্রুত সমাধান প্রয়োজন। বিশেষজ্ঞরা মনে করেন, সমন্বিত উদ্যোগ ছাড়া এ সংকট মোকাবিলা সম্ভব নয়। গতকাল সকাল থেকেই বিভিন্ন স্থানে মানুষের ভিড় দেখা যায়। কর্মকর্তারা বিষয়টি খতিয়ে দেখছেন বলে জানিয়েছেন এবং শিগগিরই প্রতিবেদন দেয়া হবে। দেশ সফর থেকে ফিরে গতকাল বৃহস্পতিবার প্রধানমন্ত্রী মন্ত্রণালয়ের সংবাদিকদের কাছে এ আশাবাদ প্রকাশ করেন তিনি। তিনি বলেন, এ বিষয়ে সংশ্লিষ্ট কর্তৃপক্ষ প্রয়োজনীয় ব্যবস্থা গ্রহণ করবে এবং সকলকে সতর্ক থাকার আহ্বান জানান। স্থানীয় প্রশাসন জানায়, পরিস্থিতি স্বাভাবিক রাখতে সব ধরনের প্রস্তুতি নেয়া হয়েছে। এলাকাবাসী জানান, দীর্ঘদিন ধরে এ সমস্যা চলে আসছে এবং দ্রুত সমাধান প্রয়োজন। বিশেষজ্ঞরা মনে করেন, সমন্বিত উদ্যোগ ছাড়া এ সংকট মোকাবিলা সম্ভব নয়। গতকাল সকাল থেকেই বিভিন্ন স্থানে মানুষের ভিড় দেখা যায়। কর্মকর্তারা বিষয়টি খতিয়ে দেখছেন বলে জানিয়েছেন এবং শিগগিরই প্রতিবেদন দেয়া হবে।: [599, 2273, 868, 2500]
- headline: বন্দি আলেমদের মুক্তিসহ ৭ দফা দাবি ইসলামি ঐক্যজোটের: [893, 403, 1121, 476]
- column-1: [33, 85, 302, 2426]
- article-body: দেশ সফর থেকে ফিরে গতকাল বৃহস্পতিবার প্রধানমন্ত্রী মন্ত্রণালয়ের সংবাদিকদের কাছে এ আশাবাদ প্রকাশ করেন তিনি। তিনি বলেন, এ বিষয়ে সংশ্লিষ্ট কর্তৃপক্ষ প্রয়োজনীয় ব্যবস্থা গ্রহণ করবে এবং সকলকে সতর্ক থাকার আহ্বান জানান। স্থানীয় প্রশাসন জানায়, পরিস্থিতি স্বাভাবিক রাখতে সব ধরনের প্রস্তুতি নেয়া হয়েছে। এলাকাবাসী জানান, দীর্ঘদিন ধরে এ সমস্যা চলে আসছে এবং দ্রুত সমাধান প্রয়োজন। বিশেষজ্ঞরা মনে করেন, সমন্বিত উদ্যোগ ছাড়া এ সংকট মোকাবিলা সম্ভব নয়। গতকাল সকাল থেকেই বিভিন্ন স্থানে মানুষের ভিড় দেখা যায়। কর্মকর্তারা বিষয়টি খতিয়ে দেখছেন বলে জানিয়েছেন এবং শিগগিরই প্রতিবেদন দেয়া হবে। দেশ সফর থেকে ফিরে গতকাল বৃহস্পতিবার প্রধানমন্ত্রী মন্ত্রণালয়ের সংবাদিকদের কাছে এ আশাবাদ প্রকাশ করেন তিনি। তিনি বলেন, এ বিষয়ে সংশ্লিষ্ট কর্তৃপক্ষ প্রয়োজনীয় ব্যবস্থা গ্রহণ করবে এবং সকলকে সতর্ক থাকার আহ্বান জানান। স্থানীয় প্রশাসন জানায়, পরিস্থিতি স্বাভাবিক রাখতে সব ধরনের প্রস্তুতি নেয়া হয়েছে। এলাকাবাসী জানান, দীর্ঘদিন ধরে এ সমস্যা চলে আসছে এবং দ্রুত সমাধান প্রয়োজন। বিশেষজ্ঞরা মনে করেন, সমন্বিত উদ্যোগ ছাড়া এ সংকট মোকাবিলা সম্ভব নয়। গতকাল সকাল থেকেই বিভিন্ন স্থানে মানুষের ভিড় দেখা যায়। কর্মকর্তারা বিষয়টি খতিয়ে দেখছেন বলে জানিয়েছেন এবং শিগগিরই প্রতিবেদন দেয়া হবে।: [33, 1281, 302, 1508]
- article-body: দেশ সফর থেকে ফিরে গতকাল বৃহস্পতিবার প্রধানমন্ত্রী মন্ত্রণালয়ের সংবাদিকদের কাছে এ আশাবাদ প্রকাশ করেন তিনি। তিনি বলেন, এ বিষয়ে সংশ্লিষ্ট কর্তৃপক্ষ প্রয়োজনীয় ব্যবস্থা গ্রহণ করবে এবং সকলকে সতর্ক থাকার আহ্বান জানান। স্থানীয় প্রশাসন জানায়, পরিস্থিতি স্বাভাবিক রাখতে সব ধরনের প্রস্তুতি নেয়া হয়েছে। এলাকাবাসী জানান, দীর্ঘদিন ধরে এ সমস্যা চলে আসছে এবং দ্রুত সমাধান প্রয়োজন। বিশেষজ্ঞরা মনে করেন, সমন্বিত উদ্যোগ ছাড়া এ সংকট মোকাবিলা সম্ভব নয়। গতকাল সকাল থেকেই বিভিন্ন স্থানে মানুষের ভিড় দেখা যায়। কর্মকর্তারা বিষয়টি খতিয়ে দেখছেন বলে জানিয়েছেন এবং শিগগিরই প্রতিবেদন দেয়া হবে।: [318, 1727, 582, 1839]
- continued-label: (প্রথম পাতার পর): [135, 116, 200, 127]
- continued-label: (প্রথম পাতার পর): [701, 1464, 766, 1475]
- article-body: দেশ সফর থেকে ফিরে গতকাল বৃহস্পতিবার প্রধানমন্ত্রী মন্ত্রণালয়ের সংবাদিকদের কাছে এ আশাবাদ প্রকাশ করেন তিনি। তিনি বলেন, এ বিষয়ে সংশ্লিষ্ট কর্তৃপক্ষ প্রয়োজনীয় ব্যবস্থা গ্রহণ করবে এবং সকলকে সতর্ক থাকার আহ্বান জানান। স্থানীয় প্রশাসন জানায়, পরিস্থিতি স্বাভাবিক রাখতে সব ধরনের প্রস্তুতি নেয়া হয়েছে। এলাকাবাসী জানান, দীর্ঘদিন ধরে এ সমস্যা চলে আসছে এবং দ্রুত সমাধান প্রয়োজন। বিশেষজ্ঞরা মনে করেন, সমন্বিত উদ্যোগ ছাড়া এ সংকট মোকাবিলা সম্ভব নয়। গতকাল সকাল থেকেই বিভিন্ন স্থানে মানুষের ভিড় দেখা যায়। কর্মকর্তারা বিষয়টি খতিয়ে দেখছেন বলে জানিয়েছেন এবং শিগগিরই প্রতিবেদন দেয়া হবে। দেশ সফর থেকে ফিরে গতকাল বৃহস্পতিবার প্রধানমন্ত্রী মন্ত্রণালয়ের সংবাদিকদের কাছে এ আশাবাদ প্রকাশ করেন তিনি। তিনি বলেন, এ বিষয়ে সংশ্লিষ্ট কর্তৃপক্ষ প্রয়োজনীয় ব্যবস্থা গ্রহণ করবে এবং সকলকে সতর্ক থাকার আহ্বান জানান। স্থানীয় প্রশাসন জানায়, পরিস্থিতি স্বাভাবিক রাখতে সব ধরনের প্রস্তুতি নেয়া হয়েছে। এলাকাবাসী জানান, দীর্ঘদিন ধরে এ সমস্যা চলে আসছে এবং দ্রুত সমাধান প্রয়োজন। বিশেষজ্ঞরা মনে করেন, সমন্বিত উদ্যোগ ছাড়া এ সংকট মোকাবিলা সম্ভব নয়। গতকাল সকাল থেকেই বিভিন্ন স্থানে মানুষের ভিড় দেখা যায়। কর্মকর্তারা বিষয়টি খতিয়ে দেখছেন বলে জানিয়েছেন এবং শিগগিরই প্রতিবেদন দেয়া হবে।: [33, 1972, 302, 2199]
- headline: সুনামগঞ্জ আদালত: [943, 1395, 1072, 1416]
- article-body: দেশ সফর থেকে ফিরে গতকাল বৃহস্পতিবার প্রধানমন্ত্রী মন্ত্রণালয়ের সংবাদিকদের কাছে এ আশাবাদ প্রকাশ করেন তিনি। তিনি বলেন, এ বিষয়ে সংশ্লিষ্ট কর্তৃপক্ষ প্রয়োজনীয় ব্যবস্থা গ্রহণ করবে এবং সকলকে সতর্ক থাকার আহ্বান জানান। স্থানীয় প্রশাসন জানায়, পরিস্থিতি স্বাভাবিক রাখতে সব ধরনের প্রস্তুতি নেয়া হয়েছে। এলাকাবাসী জানান, দীর্ঘদিন ধরে এ সমস্যা চলে আসছে এবং দ্রুত সমাধান প্রয়োজন। বিশেষজ্ঞরা মনে করেন, সমন্বিত উদ্যোগ ছাড়া এ সংকট মোকাবিলা সম্ভব নয়। গতকাল সকাল থেকেই বিভিন্ন স্থানে মানুষের ভিড় দেখা যায়। কর্মকর্তারা বিষয়টি খতিয়ে দেখছেন বলে জানিয়েছেন এবং শিগগিরই প্রতিবেদন দেয়া হবে। দেশ সফর থেকে ফিরে গতকাল বৃহস্পতিবার প্রধানমন্ত্রী মন্ত্রণালয়ের সংবাদিকদের কাছে এ আশাবাদ প্রকাশ করেন তিনি। তিনি বলেন, এ বিষয়ে সংশ্লিষ্ট কর্তৃপক্ষ প্রয়োজনীয় ব্যবস্থা গ্রহণ করবে এবং সকলকে সতর্ক থাকার আহ্বান জানান। স্থানীয় প্রশাসন জানায়, পরিস্থিতি স্বাভাবিক রাখতে সব ধরনের প্রস্তুতি নেয়া হয়েছে। এলাকাবাসী জানান, দীর্ঘদিন ধরে এ সমস্যা চলে আসছে এবং দ্রুত সমাধান প্রয়োজন। বিশেষজ্ঞরা মনে করেন, সমন্বিত উদ্যোগ ছাড়া এ সংকট মোকাবিলা সম্ভব নয়। গতকাল সকাল থেকেই বিভিন্ন স্থানে মানুষের ভিড় দেখা যায়। কর্মকর্তারা বিষয়টি খতিয়ে দেখছেন বলে জানিয়েছেন এবং শিগগিরই প্রতিবেদন দেয়া হবে।: [884, 1436, 1130, 1674]
- headline: রোহিঙ্গা ক্যাম্পে গোলাগুলি কয়েকজন গুলিবিদ্ধ: [884, 743, 1130, 800]
- article: [318, 588, 582, 1251]
- column-2: [318, 85, 582, 2530]
- headline: ভারতের প্রথম আদিবাসী: [367, 1410, 534, 1432]
- headline: টিকটক ব্যবহারকারীদের ওপর নজরদারির পরামর্শ: [884, 88, 1130, 136]
- article-body: দেশ সফর থেকে ফিরে গতকাল বৃহস্পতিবার প্রধানমন্ত্রী মন্ত্রণালয়ের সংবাদিকদের কাছে এ আশাবাদ প্রকাশ করেন তিনি। তিনি বলেন, এ বিষয়ে সংশ্লিষ্ট কর্তৃপক্ষ প্রয়োজনীয় ব্যবস্থা গ্রহণ করবে এবং সকলকে সতর্ক থাকার আহ্বান জানান। স্থানীয় প্রশাসন জানায়, পরিস্থিতি স্বাভাবিক রাখতে সব ধরনের প্রস্তুতি নেয়া হয়েছে। এলাকাবাসী জানান, দীর্ঘদিন ধরে এ সমস্যা চলে আসছে এবং দ্রুত সমাধান প্রয়োজন। বিশেষজ্ঞরা মনে করেন, সমন্বিত উদ্যোগ ছাড়া এ সংকট মোকাবিলা সম্ভব নয়। গতকাল সকাল থেকেই বিভিন্ন স্থানে মানুষের ভিড় দেখা যায়। কর্মকর্তারা বিষয়টি খতিয়ে দেখছেন বলে জানিয়েছেন এবং শিগগিরই প্রতিবেদন দেয়া হবে। দেশ সফর থেকে ফিরে গতকাল বৃহস্পতিবার প্রধানমন্ত্রী মন্ত্রণালয়ের সংবাদিকদের কাছে এ আশাবাদ প্রকাশ করেন তিনি। তিনি বলেন, এ বিষয়ে সংশ্লিষ্ট কর্তৃপক্ষ প্রয়োজনীয় ব্যবস্থা গ্রহণ করবে এবং সকলকে সতর্ক থাকার আহ্বান জানান। স্থানীয় প্রশাসন জানায়, পরিস্থিতি স্বাভাবিক রাখতে সব ধরনের প্রস্তুতি নেয়া হয়েছে। এলাকাবাসী জানান, দীর্ঘদিন ধরে এ সমস্যা চলে আসছে এবং দ্রুত সমাধান প্রয়োজন। বিশেষজ্ঞরা মনে করেন, সমন্বিত উদ্যোগ ছাড়া এ সংকট মোকাবিলা সম্ভব নয়। গতকাল সকাল থেকেই বিভিন্ন স্থানে মানুষের ভিড় দেখা যায়। কর্মকর্তারা বিষয়টি খতিয়ে দেখছেন বলে জানিয়েছেন এবং শিগগিরই প্রতিবেদন দেয়া হবে।: [1147, 1560, 1423, 1775]
- article: [599, 89, 868, 461]
- continued-label: (প্রথম পাতার পর): [974, 804, 1040, 815]
- article-body: দেশ সফর থেকে ফিরে গতকাল বৃহস্পতিবার প্রধানমন্ত্রী মন্ত্রণালয়ের সংবাদিকদের কাছে এ আশাবাদ প্রকাশ করেন তিনি। তিনি বলেন, এ বিষয়ে সংশ্লিষ্ট কর্তৃপক্ষ প্রয়োজনীয় ব্যবস্থা গ্রহণ করবে এবং সকলকে সতর্ক থাকার আহ্বান জানান। স্থানীয় প্রশাসন জানায়, পরিস্থিতি স্বাভাবিক রাখতে সব ধরনের প্রস্তুতি নেয়া হয়েছে। এলাকাবাসী জানান, দীর্ঘদিন ধরে এ সমস্যা চলে আসছে এবং দ্রুত সমাধান প্রয়োজন। বিশেষজ্ঞরা মনে করেন, সমন্বিত উদ্যোগ ছাড়া এ সংকট মোকাবিলা সম্ভব নয়। গতকাল সকাল থেকেই বিভিন্ন স্থানে মানুষের ভিড় দেখা যায়। কর্মকর্তারা বিষয়টি খতিয়ে দেখছেন বলে জানিয়েছেন এবং শিগগিরই প্রতিবেদন দেয়া হবে। দেশ সফর থেকে ফিরে গতকাল বৃহস্পতিবার প্রধানমন্ত্রী মন্ত্রণালয়ের সংবাদিকদের কাছে এ আশাবাদ প্রকাশ করেন তিনি। তিনি বলেন, এ বিষয়ে সংশ্লিষ্ট কর্তৃপক্ষ প্রয়োজনীয় ব্যবস্থা গ্রহণ করবে এবং সকলকে সতর্ক থাকার আহ্বান জানান। স্থানীয় প্রশাসন জানায়, পরিস্থিতি স্বাভাবিক রাখতে সব ধরনের প্রস্তুতি নেয়া হয়েছে। এলাকাবাসী জানান, দীর্ঘদিন ধরে এ সমস্যা চলে আসছে এবং দ্রুত সমাধান প্রয়োজন। বিশেষজ্ঞরা মনে করেন, সমন্বিত উদ্যোগ ছাড়া এ সংকট মোকাবিলা সম্ভব নয়। গতকাল সকাল থেকেই বিভিন্ন স্থানে মানুষের ভিড় দেখা যায়। কর্মকর্তারা বিষয়টি খতিয়ে দেখছেন বলে জানিয়েছেন এবং শিগগিরই প্রতিবেদন দেয়া হবে।: [33, 1517, 302, 1743]
